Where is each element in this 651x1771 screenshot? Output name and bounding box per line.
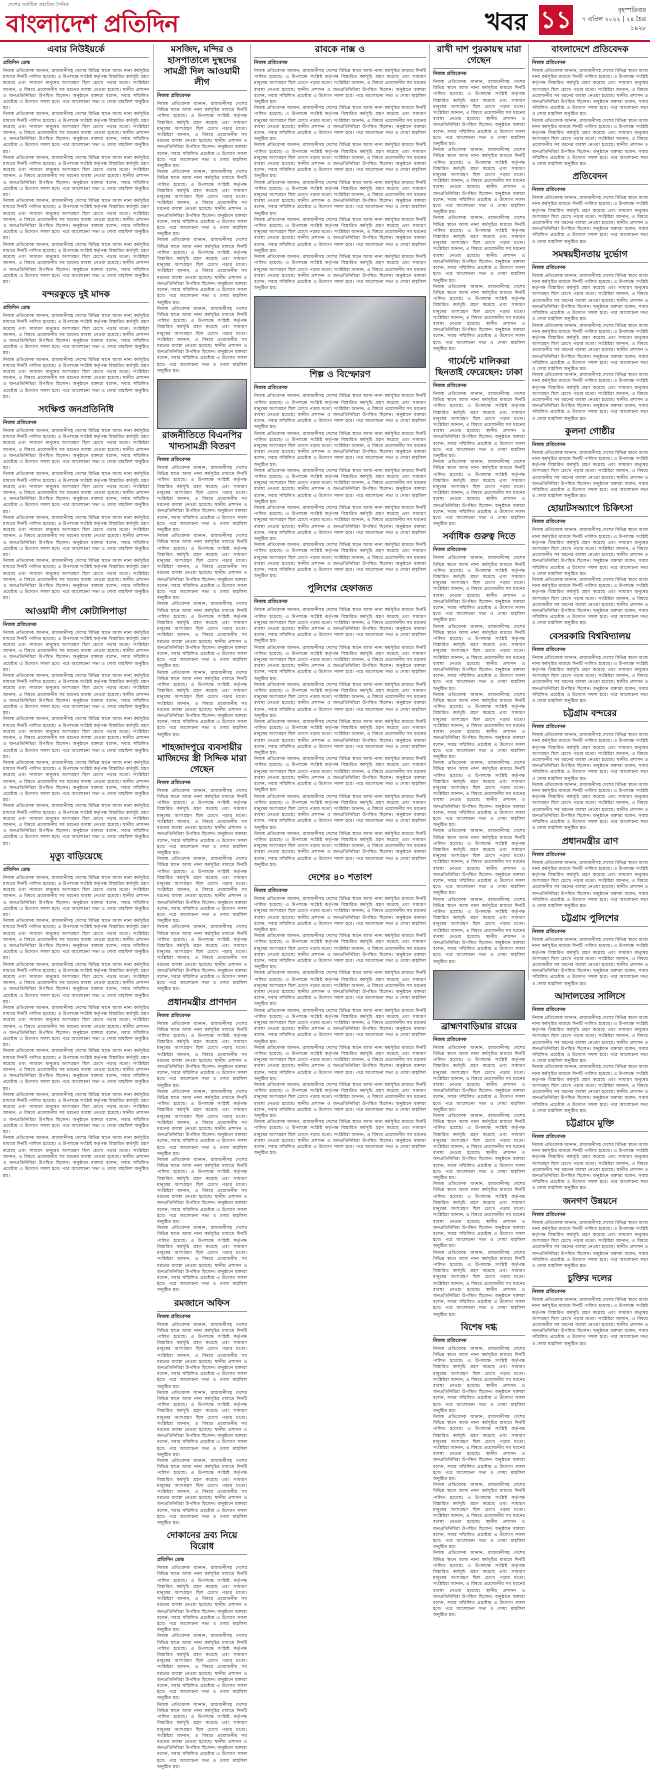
article-body: নিজস্ব প্রতিবেদক জানান, রাজধানীসহ দেশের বিভিন্ন স্থানে আজ নানা কর্মসূচির মাধ্যমে দিনটি পালিত হয়েছে। এ উপলক্ষে সংশ্লিষ্ট কর্তৃপক্ষ বিস্তারিত কর্মসূচি গ্রহণ করেছে এবং সাধারণ মানুষের অংশগ্রহণ ছিল চোখে পড়ার মতো। সংশ্লিষ্টরা জানান, এ বিষয়ে প্রয়োজনীয় সব ধরনের ব্যবস্থা নেওয়া হয়েছে। স্থানীয় প্রশাসন ও জনপ্রতিনিধিরা উপস্থিত ছিলেন। অনুষ্ঠানে বক্তারা বলেন, সবার সম্মিলিত প্রচেষ্টায় এ উদ্যোগ সফল হবে। পরে আলোচনা সভা ও দোয়া মাহফিল অনুষ্ঠিত হয়। [254,106,426,143]
article-body: নিজস্ব প্রতিবেদক জানান, রাজধানীসহ দেশের বিভিন্ন স্থানে আজ নানা কর্মসূচির মাধ্যমে দিনটি পালিত হয়েছে। এ উপলক্ষে সংশ্লিষ্ট কর্তৃপক্ষ বিস্তারিত কর্মসূচি গ্রহণ করেছে এবং সাধারণ মানুষের অংশগ্রহণ ছিল চোখে পড়ার মতো। সংশ্লিষ্টরা জানান, এ বিষয়ে প্রয়োজনীয় সব ধরনের ব্যবস্থা নেওয়া হয়েছে। স্থানীয় প্রশাসন ও জনপ্রতিনিধিরা উপস্থিত ছিলেন। অনুষ্ঠানে বক্তারা বলেন, সবার সম্মিলিত প্রচেষ্টায় এ উদ্যোগ সফল হবে। পরে আলোচনা সভা ও দোয়া মাহফিল অনুষ্ঠিত হয়। [157,1702,247,1770]
masthead-bar [0,0,650,42]
article-body: নিজস্ব প্রতিবেদক জানান, রাজধানীসহ দেশের বিভিন্ন স্থানে আজ নানা কর্মসূচির মাধ্যমে দিনটি পালিত হয়েছে। এ উপলক্ষে সংশ্লিষ্ট কর্তৃপক্ষ বিস্তারিত কর্মসূচি গ্রহণ করেছে এবং সাধারণ মানুষের অংশগ্রহণ ছিল চোখে পড়ার মতো। সংশ্লিষ্টরা জানান, এ বিষয়ে প্রয়োজনীয় সব ধরনের ব্যবস্থা নেওয়া হয়েছে। স্থানীয় প্রশাসন ও জনপ্রতিনিধিরা উপস্থিত ছিলেন। অনুষ্ঠানে বক্তারা বলেন, সবার সম্মিলিত প্রচেষ্টায় এ উদ্যোগ সফল হবে। পরে আলোচনা সভা ও দোয়া মাহফিল অনুষ্ঠিত হয়। [254,934,426,971]
article-body: নিজস্ব প্রতিবেদক জানান, রাজধানীসহ দেশের বিভিন্ন স্থানে আজ নানা কর্মসূচির মাধ্যমে দিনটি পালিত হয়েছে। এ উপলক্ষে সংশ্লিষ্ট কর্তৃপক্ষ বিস্তারিত কর্মসূচি গ্রহণ করেছে এবং সাধারণ মানুষের অংশগ্রহণ ছিল চোখে পড়ার মতো। সংশ্লিষ্টরা জানান, এ বিষয়ে প্রয়োজনীয় সব ধরনের ব্যবস্থা নেওয়া হয়েছে। স্থানীয় প্রশাসন ও জনপ্রতিনিধিরা উপস্থিত ছিলেন। অনুষ্ঠানে বক্তারা বলেন, সবার সম্মিলিত প্রচেষ্টায় এ উদ্যোগ সফল হবে। পরে আলোচনা সভা ও দোয়া মাহফিল অনুষ্ঠিত হয়। [3,428,149,472]
news-article [532,837,648,911]
news-article [433,532,525,965]
article-body: নিজস্ব প্রতিবেদক জানান, রাজধানীসহ দেশের বিভিন্ন স্থানে আজ নানা কর্মসূচির মাধ্যমে দিনটি পালিত হয়েছে। এ উপলক্ষে সংশ্লিষ্ট কর্তৃপক্ষ বিস্তারিত কর্মসূচি গ্রহণ করেছে এবং সাধারণ মানুষের অংশগ্রহণ ছিল চোখে পড়ার মতো। সংশ্লিষ্টরা জানান, এ বিষয়ে প্রয়োজনীয় সব ধরনের ব্যবস্থা নেওয়া হয়েছে। স্থানীয় প্রশাসন ও জনপ্রতিনিধিরা উপস্থিত ছিলেন। অনুষ্ঠানে বক্তারা বলেন, সবার সম্মিলিত প্রচেষ্টায় এ উদ্যোগ সফল হবে। পরে আলোচনা সভা ও দোয়া মাহফিল অনুষ্ঠিত হয়। [157,670,247,738]
article-body: নিজস্ব প্রতিবেদক জানান, রাজধানীসহ দেশের বিভিন্ন স্থানে আজ নানা কর্মসূচির মাধ্যমে দিনটি পালিত হয়েছে। এ উপলক্ষে সংশ্লিষ্ট কর্তৃপক্ষ বিস্তারিত কর্মসূচি গ্রহণ করেছে এবং সাধারণ মানুষের অংশগ্রহণ ছিল চোখে পড়ার মতো। সংশ্লিষ্টরা জানান, এ বিষয়ে প্রয়োজনীয় সব ধরনের ব্যবস্থা নেওয়া হয়েছে। স্থানীয় প্রশাসন ও জনপ্রতিনিধিরা উপস্থিত ছিলেন। অনুষ্ঠানে বক্তারা বলেন, সবার সম্মিলিত প্রচেষ্টায় এ উদ্যোগ সফল হবে। পরে আলোচনা সভা ও দোয়া মাহফিল অনুষ্ঠিত হয়। [3,1092,149,1136]
news-article [532,250,648,423]
article-body: নিজস্ব প্রতিবেদক জানান, রাজধানীসহ দেশের বিভিন্ন স্থানে আজ নানা কর্মসূচির মাধ্যমে দিনটি পালিত হয়েছে। এ উপলক্ষে সংশ্লিষ্ট কর্তৃপক্ষ বিস্তারিত কর্মসূচি গ্রহণ করেছে এবং সাধারণ মানুষের অংশগ্রহণ ছিল চোখে পড়ার মতো। সংশ্লিষ্টরা জানান, এ বিষয়ে প্রয়োজনীয় সব ধরনের ব্যবস্থা নেওয়া হয়েছে। স্থানীয় প্রশাসন ও জনপ্রতিনিধিরা উপস্থিত ছিলেন। অনুষ্ঠানে বক্তারা বলেন, সবার সম্মিলিত প্রচেষ্টায় এ উদ্যোগ সফল হবে। পরে আলোচনা সভা ও দোয়া মাহফিল অনুষ্ঠিত হয়। [157,602,247,670]
article-byline: নিজস্ব প্রতিবেদক [532,441,566,448]
article-body: নিজস্ব প্রতিবেদক জানান, রাজধানীসহ দেশের বিভিন্ন স্থানে আজ নানা কর্মসূচির মাধ্যমে দিনটি পালিত হয়েছে। এ উপলক্ষে সংশ্লিষ্ট কর্তৃপক্ষ বিস্তারিত কর্মসূচি গ্রহণ করেছে এবং সাধারণ মানুষের অংশগ্রহণ ছিল চোখে পড়ার মতো। সংশ্লিষ্টরা জানান, এ বিষয়ে প্রয়োজনীয় সব ধরনের ব্যবস্থা নেওয়া হয়েছে। স্থানীয় প্রশাসন ও জনপ্রতিনিধিরা উপস্থিত ছিলেন। অনুষ্ঠানে বক্তারা বলেন, সবার সম্মিলিত প্রচেষ্টায় এ উদ্যোগ সফল হবে। পরে আলোচনা সভা ও দোয়া মাহফিল অনুষ্ঠিত হয়। [254,896,426,933]
article-body: নিজস্ব প্রতিবেদক জানান, রাজধানীসহ দেশের বিভিন্ন স্থানে আজ নানা কর্মসূচির মাধ্যমে দিনটি পালিত হয়েছে। এ উপলক্ষে সংশ্লিষ্ট কর্তৃপক্ষ বিস্তারিত কর্মসূচি গ্রহণ করেছে এবং সাধারণ মানুষের অংশগ্রহণ ছিল চোখে পড়ার মতো। সংশ্লিষ্টরা জানান, এ বিষয়ে প্রয়োজনীয় সব ধরনের ব্যবস্থা নেওয়া হয়েছে। স্থানীয় প্রশাসন ও জনপ্রতিনিধিরা উপস্থিত ছিলেন। অনুষ্ঠানে বক্তারা বলেন, সবার সম্মিলিত প্রচেষ্টায় এ উদ্যোগ সফল হবে। পরে আলোচনা সভা ও দোয়া মাহফিল অনুষ্ঠিত হয়। [157,1089,247,1157]
article-byline: নিজস্ব প্রতিবেদক [532,646,566,653]
article-body: নিজস্ব প্রতিবেদক জানান, রাজধানীসহ দেশের বিভিন্ন স্থানে আজ নানা কর্মসূচির মাধ্যমে দিনটি পালিত হয়েছে। এ উপলক্ষে সংশ্লিষ্ট কর্তৃপক্ষ বিস্তারিত কর্মসূচি গ্রহণ করেছে এবং সাধারণ মানুষের অংশগ্রহণ ছিল চোখে পড়ার মতো। সংশ্লিষ্টরা জানান, এ বিষয়ে প্রয়োজনীয় সব ধরনের ব্যবস্থা নেওয়া হয়েছে। স্থানীয় প্রশাসন ও জনপ্রতিনিধিরা উপস্থিত ছিলেন। অনুষ্ঠানে বক্তারা বলেন, সবার সম্মিলিত প্রচেষ্টায় এ উদ্যোগ সফল হবে। পরে আলোচনা সভা ও দোয়া মাহফিল অনুষ্ঠিত হয়। [157,534,247,602]
article-body: নিজস্ব প্রতিবেদক জানান, রাজধানীসহ দেশের বিভিন্ন স্থানে আজ নানা কর্মসূচির মাধ্যমে দিনটি পালিত হয়েছে। এ উপলক্ষে সংশ্লিষ্ট কর্তৃপক্ষ বিস্তারিত কর্মসূচি গ্রহণ করেছে এবং সাধারণ মানুষের অংশগ্রহণ ছিল চোখে পড়ার মতো। সংশ্লিষ্টরা জানান, এ বিষয়ে প্রয়োজনীয় সব ধরনের ব্যবস্থা নেওয়া হয়েছে। স্থানীয় প্রশাসন ও জনপ্রতিনিধিরা উপস্থিত ছিলেন। অনুষ্ঠানে বক্তারা বলেন, সবার সম্মিলিত প্রচেষ্টায় এ উদ্যোগ সফল হবে। পরে আলোচনা সভা ও দোয়া মাহফিল অনুষ্ঠিত হয়। [532,733,648,782]
article-byline: নিজস্ব প্রতিবেদক [157,93,191,99]
news-article [433,45,525,353]
article-body: নিজস্ব প্রতিবেদক জানান, রাজধানীসহ দেশের বিভিন্ন স্থানে আজ নানা কর্মসূচির মাধ্যমে দিনটি পালিত হয়েছে। এ উপলক্ষে সংশ্লিষ্ট কর্তৃপক্ষ বিস্তারিত কর্মসূচি গ্রহণ করেছে এবং সাধারণ মানুষের অংশগ্রহণ ছিল চোখে পড়ার মতো। সংশ্লিষ্টরা জানান, এ বিষয়ে প্রয়োজনীয় সব ধরনের ব্যবস্থা নেওয়া হয়েছে। স্থানীয় প্রশাসন ও জনপ্রতিনিধিরা উপস্থিত ছিলেন। অনুষ্ঠানে বক্তারা বলেন, সবার সম্মিলিত প্রচেষ্টায় এ উদ্যোগ সফল হবে। পরে আলোচনা সভা ও দোয়া মাহফিল অনুষ্ঠিত হয়। [532,655,648,705]
issue-date [580,6,646,33]
article-headline: চট্টগ্রাম পুলিশের [532,914,648,927]
article-headline: প্রধানমন্ত্রীর ত্রাণ [532,837,648,850]
article-byline: নিজস্ব প্রতিবেদক [157,1313,191,1320]
news-article [3,290,149,401]
article-headline: আওয়ামী লীগ কোটালিপাড়া [3,607,149,620]
article-byline: নিজস্ব প্রতিবেদক [532,519,566,526]
article-byline: নিজস্ব প্রতিবেদক [254,599,288,606]
article-body: নিজস্ব প্রতিবেদক জানান, রাজধানীসহ দেশের বিভিন্ন স্থানে আজ নানা কর্মসূচির মাধ্যমে দিনটি পালিত হয়েছে। এ উপলক্ষে সংশ্লিষ্ট কর্তৃপক্ষ বিস্তারিত কর্মসূচি গ্রহণ করেছে এবং সাধারণ মানুষের অংশগ্রহণ ছিল চোখে পড়ার মতো। সংশ্লিষ্টরা জানান, এ বিষয়ে প্রয়োজনীয় সব ধরনের ব্যবস্থা নেওয়া হয়েছে। স্থানীয় প্রশাসন ও জনপ্রতিনিধিরা উপস্থিত ছিলেন। অনুষ্ঠানে বক্তারা বলেন, সবার সম্মিলিত প্রচেষ্টায় এ উদ্যোগ সফল হবে। পরে আলোচনা সভা ও দোয়া মাহফিল অনুষ্ঠিত হয়। [532,938,648,987]
article-byline: নিজস্ব প্রতিবেদক [532,1211,566,1218]
article-byline: নিজস্ব প্রতিবেদক [532,1006,566,1013]
article-body: নিজস্ব প্রতিবেদক জানান, রাজধানীসহ দেশের বিভিন্ন স্থানে আজ নানা কর্মসূচির মাধ্যমে দিনটি পালিত হয়েছে। এ উপলক্ষে সংশ্লিষ্ট কর্তৃপক্ষ বিস্তারিত কর্মসূচি গ্রহণ করেছে এবং সাধারণ মানুষের অংশগ্রহণ ছিল চোখে পড়ার মতো। সংশ্লিষ্টরা জানান, এ বিষয়ে প্রয়োজনীয় সব ধরনের ব্যবস্থা নেওয়া হয়েছে। স্থানীয় প্রশাসন ও জনপ্রতিনিধিরা উপস্থিত ছিলেন। অনুষ্ঠানে বক্তারা বলেন, সবার সম্মিলিত প্রচেষ্টায় এ উদ্যোগ সফল হবে। পরে আলোচনা সভা ও দোয়া মাহফিল অনুষ্ঠিত হয়। [532,1298,648,1347]
article-byline: নিজস্ব প্রতিবেদক [532,851,566,858]
article-body: নিজস্ব প্রতিবেদক জানান, রাজধানীসহ দেশের বিভিন্ন স্থানে আজ নানা কর্মসূচির মাধ্যমে দিনটি পালিত হয়েছে। এ উপলক্ষে সংশ্লিষ্ট কর্তৃপক্ষ বিস্তারিত কর্মসূচি গ্রহণ করেছে এবং সাধারণ মানুষের অংশগ্রহণ ছিল চোখে পড়ার মতো। সংশ্লিষ্টরা জানান, এ বিষয়ে প্রয়োজনীয় সব ধরনের ব্যবস্থা নেওয়া হয়েছে। স্থানীয় প্রশাসন ও জনপ্রতিনিধিরা উপস্থিত ছিলেন। অনুষ্ঠানে বক্তারা বলেন, সবার সম্মিলিত প্রচেষ্টায় এ উদ্যোগ সফল হবে। পরে আলোচনা সভা ও দোয়া মাহফিল অনুষ্ঠিত হয়। [433,1182,525,1250]
article-headline: এবার নিউইয়র্কে [3,45,149,58]
column-5 [528,44,651,1347]
news-article [157,1531,247,1771]
article-body: নিজস্ব প্রতিবেদক জানান, রাজধানীসহ দেশের বিভিন্ন স্থানে আজ নানা কর্মসূচির মাধ্যমে দিনটি পালিত হয়েছে। এ উপলক্ষে সংশ্লিষ্ট কর্তৃপক্ষ বিস্তারিত কর্মসূচি গ্রহণ করেছে এবং সাধারণ মানুষের অংশগ্রহণ ছিল চোখে পড়ার মতো। সংশ্লিষ্টরা জানান, এ বিষয়ে প্রয়োজনীয় সব ধরনের ব্যবস্থা নেওয়া হয়েছে। স্থানীয় প্রশাসন ও জনপ্রতিনিধিরা উপস্থিত ছিলেন। অনুষ্ঠানে বক্তারা বলেন, সবার সম্মিলিত প্রচেষ্টায় এ উদ্যোগ সফল হবে। পরে আলোচনা সভা ও দোয়া মাহফিল অনুষ্ঠিত হয়। [433,556,525,624]
article-headline: সর্বাধিক গুরুত্ব দিতে [433,532,525,545]
article-body: নিজস্ব প্রতিবেদক জানান, রাজধানীসহ দেশের বিভিন্ন স্থানে আজ নানা কর্মসূচির মাধ্যমে দিনটি পালিত হয়েছে। এ উপলক্ষে সংশ্লিষ্ট কর্তৃপক্ষ বিস্তারিত কর্মসূচি গ্রহণ করেছে এবং সাধারণ মানুষের অংশগ্রহণ ছিল চোখে পড়ার মতো। সংশ্লিষ্টরা জানান, এ বিষয়ে প্রয়োজনীয় সব ধরনের ব্যবস্থা নেওয়া হয়েছে। স্থানীয় প্রশাসন ও জনপ্রতিনিধিরা উপস্থিত ছিলেন। অনুষ্ঠানে বক্তারা বলেন, সবার সম্মিলিত প্রচেষ্টায় এ উদ্যোগ সফল হবে। পরে আলোচনা সভা ও দোয়া মাহফিল অনুষ্ঠিত হয়। [433,216,525,284]
article-body: নিজস্ব প্রতিবেদক জানান, রাজধানীসহ দেশের বিভিন্ন স্থানে আজ নানা কর্মসূচির মাধ্যমে দিনটি পালিত হয়েছে। এ উপলক্ষে সংশ্লিষ্ট কর্তৃপক্ষ বিস্তারিত কর্মসূচি গ্রহণ করেছে এবং সাধারণ মানুষের অংশগ্রহণ ছিল চোখে পড়ার মতো। সংশ্লিষ্টরা জানান, এ বিষয়ে প্রয়োজনীয় সব ধরনের ব্যবস্থা নেওয়া হয়েছে। স্থানীয় প্রশাসন ও জনপ্রতিনিধিরা উপস্থিত ছিলেন। অনুষ্ঠানে বক্তারা বলেন, সবার সম্মিলিত প্রচেষ্টায় এ উদ্যোগ সফল হবে। পরে আলোচনা সভা ও দোয়া মাহফিল অনুষ্ঠিত হয়। [157,1322,247,1390]
article-body: নিজস্ব প্রতিবেদক জানান, রাজধানীসহ দেশের বিভিন্ন স্থানে আজ নানা কর্মসূচির মাধ্যমে দিনটি পালিত হয়েছে। এ উপলক্ষে সংশ্লিষ্ট কর্তৃপক্ষ বিস্তারিত কর্মসূচি গ্রহণ করেছে এবং সাধারণ মানুষের অংশগ্রহণ ছিল চোখে পড়ার মতো। সংশ্লিষ্টরা জানান, এ বিষয়ে প্রয়োজনীয় সব ধরনের ব্যবস্থা নেওয়া হয়েছে। স্থানীয় প্রশাসন ও জনপ্রতিনিধিরা উপস্থিত ছিলেন। অনুষ্ঠানে বক্তারা বলেন, সবার সম্মিলিত প্রচেষ্টায় এ উদ্যোগ সফল হবে। পরে আলোচনা সভা ও দোয়া মাহফিল অনুষ্ঠিত হয়। [157,102,247,170]
article-body: নিজস্ব প্রতিবেদক জানান, রাজধানীসহ দেশের বিভিন্ন স্থানে আজ নানা কর্মসূচির মাধ্যমে দিনটি পালিত হয়েছে। এ উপলক্ষে সংশ্লিষ্ট কর্তৃপক্ষ বিস্তারিত কর্মসূচি গ্রহণ করেছে এবং সাধারণ মানুষের অংশগ্রহণ ছিল চোখে পড়ার মতো। সংশ্লিষ্টরা জানান, এ বিষয়ে প্রয়োজনীয় সব ধরনের ব্যবস্থা নেওয়া হয়েছে। স্থানীয় প্রশাসন ও জনপ্রতিনিধিরা উপস্থিত ছিলেন। অনুষ্ঠানে বক্তারা বলেন, সবার সম্মিলিত প্রচেষ্টায় এ উদ্যোগ সফল হবে। পরে আলোচনা সভা ও দোয়া মাহফিল অনুষ্ঠিত হয়। [157,788,247,856]
article-body: নিজস্ব প্রতিবেদক জানান, রাজধানীসহ দেশের বিভিন্ন স্থানে আজ নানা কর্মসূচির মাধ্যমে দিনটি পালিত হয়েছে। এ উপলক্ষে সংশ্লিষ্ট কর্তৃপক্ষ বিস্তারিত কর্মসূচি গ্রহণ করেছে এবং সাধারণ মানুষের অংশগ্রহণ ছিল চোখে পড়ার মতো। সংশ্লিষ্টরা জানান, এ বিষয়ে প্রয়োজনীয় সব ধরনের ব্যবস্থা নেওয়া হয়েছে। স্থানীয় প্রশাসন ও জনপ্রতিনিধিরা উপস্থিত ছিলেন। অনুষ্ঠানে বক্তারা বলেন, সবার সম্মিলিত প্রচেষ্টায় এ উদ্যোগ সফল হবে। পরে আলোচনা সভা ও দোয়া মাহফিল অনুষ্ঠিত হয়। [3,472,149,515]
article-headline: চট্টগ্রামে মুক্তি [532,1119,648,1132]
article-body: নিজস্ব প্রতিবেদক জানান, রাজধানীসহ দেশের বিভিন্ন স্থানে আজ নানা কর্মসূচির মাধ্যমে দিনটি পালিত হয়েছে। এ উপলক্ষে সংশ্লিষ্ট কর্তৃপক্ষ বিস্তারিত কর্মসূচি গ্রহণ করেছে এবং সাধারণ মানুষের অংশগ্রহণ ছিল চোখে পড়ার মতো। সংশ্লিষ্টরা জানান, এ বিষয়ে প্রয়োজনীয় সব ধরনের ব্যবস্থা নেওয়া হয়েছে। স্থানীয় প্রশাসন ও জনপ্রতিনিধিরা উপস্থিত ছিলেন। অনুষ্ঠানে বক্তারা বলেন, সবার সম্মিলিত প্রচেষ্টায় এ উদ্যোগ সফল হবে। পরে আলোচনা সভা ও দোয়া মাহফিল অনুষ্ঠিত হয়। [254,543,426,580]
news-article [532,914,648,988]
article-body: নিজস্ব প্রতিবেদক জানান, রাজধানীসহ দেশের বিভিন্ন স্থানে আজ নানা কর্মসূচির মাধ্যমে দিনটি পালিত হয়েছে। এ উপলক্ষে সংশ্লিষ্ট কর্তৃপক্ষ বিস্তারিত কর্মসূচি গ্রহণ করেছে এবং সাধারণ মানুষের অংশগ্রহণ ছিল চোখে পড়ার মতো। সংশ্লিষ্টরা জানান, এ বিষয়ে প্রয়োজনীয় সব ধরনের ব্যবস্থা নেওয়া হয়েছে। স্থানীয় প্রশাসন ও জনপ্রতিনিধিরা উপস্থিত ছিলেন। অনুষ্ঠানে বক্তারা বলেন, সবার সম্মিলিত প্রচেষ্টায় এ উদ্যোগ সফল হবে। পরে আলোচনা সভা ও দোয়া মাহফিল অনুষ্ঠিত হয়। [3,314,149,357]
news-article [157,998,247,1295]
article-body: নিজস্ব প্রতিবেদক জানান, রাজধানীসহ দেশের বিভিন্ন স্থানে আজ নানা কর্মসূচির মাধ্যমে দিনটি পালিত হয়েছে। এ উপলক্ষে সংশ্লিষ্ট কর্তৃপক্ষ বিস্তারিত কর্মসূচি গ্রহণ করেছে এবং সাধারণ মানুষের অংশগ্রহণ ছিল চোখে পড়ার মতো। সংশ্লিষ্টরা জানান, এ বিষয়ে প্রয়োজনীয় সব ধরনের ব্যবস্থা নেওয়া হয়েছে। স্থানীয় প্রশাসন ও জনপ্রতিনিধিরা উপস্থিত ছিলেন। অনুষ্ঠানে বক্তারা বলেন, সবার সম্মিলিত প্রচেষ্টায় এ উদ্যোগ সফল হবে। পরে আলোচনা সভা ও দোয়া মাহফিল অনুষ্ঠিত হয়। [157,857,247,925]
article-body: নিজস্ব প্রতিবেদক জানান, রাজধানীসহ দেশের বিভিন্ন স্থানে আজ নানা কর্মসূচির মাধ্যমে দিনটি পালিত হয়েছে। এ উপলক্ষে সংশ্লিষ্ট কর্তৃপক্ষ বিস্তারিত কর্মসূচি গ্রহণ করেছে এবং সাধারণ মানুষের অংশগ্রহণ ছিল চোখে পড়ার মতো। সংশ্লিষ্টরা জানান, এ বিষয়ে প্রয়োজনীয় সব ধরনের ব্যবস্থা নেওয়া হয়েছে। স্থানীয় প্রশাসন ও জনপ্রতিনিধিরা উপস্থিত ছিলেন। অনুষ্ঠানে বক্তারা বলেন, সবার সম্মিলিত প্রচেষ্টায় এ উদ্যোগ সফল হবে। পরে আলোচনা সভা ও দোয়া মাহফিল অনুষ্ঠিত হয়। [3,804,149,847]
news-photo [433,970,525,1020]
news-article [157,1299,247,1528]
article-body: নিজস্ব প্রতিবেদক জানান, রাজধানীসহ দেশের বিভিন্ন স্থানে আজ নানা কর্মসূচির মাধ্যমে দিনটি পালিত হয়েছে। এ উপলক্ষে সংশ্লিষ্ট কর্তৃপক্ষ বিস্তারিত কর্মসূচি গ্রহণ করেছে এবং সাধারণ মানুষের অংশগ্রহণ ছিল চোখে পড়ার মতো। সংশ্লিষ্টরা জানান, এ বিষয়ে প্রয়োজনীয় সব ধরনের ব্যবস্থা নেওয়া হয়েছে। স্থানীয় প্রশাসন ও জনপ্রতিনিধিরা উপস্থিত ছিলেন। অনুষ্ঠানে বক্তারা বলেন, সবার সম্মিলিত প্রচেষ্টায় এ উদ্যোগ সফল হবে। পরে আলোচনা সভা ও দোয়া মাহফিল অনুষ্ঠিত হয়। [3,112,149,155]
article-body: নিজস্ব প্রতিবেদক জানান, রাজধানীসহ দেশের বিভিন্ন স্থানে আজ নানা কর্মসূচির মাধ্যমে দিনটি পালিত হয়েছে। এ উপলক্ষে সংশ্লিষ্ট কর্তৃপক্ষ বিস্তারিত কর্মসূচি গ্রহণ করেছে এবং সাধারণ মানুষের অংশগ্রহণ ছিল চোখে পড়ার মতো। সংশ্লিষ্টরা জানান, এ বিষয়ে প্রয়োজনীয় সব ধরনের ব্যবস্থা নেওয়া হয়েছে। স্থানীয় প্রশাসন ও জনপ্রতিনিধিরা উপস্থিত ছিলেন। অনুষ্ঠানে বক্তারা বলেন, সবার সম্মিলিত প্রচেষ্টায় এ উদ্যোগ সফল হবে। পরে আলোচনা সভা ও দোয়া মাহফিল অনুষ্ঠিত হয়। [3,875,149,918]
article-body: নিজস্ব প্রতিবেদক জানান, রাজধানীসহ দেশের বিভিন্ন স্থানে আজ নানা কর্মসূচির মাধ্যমে দিনটি পালিত হয়েছে। এ উপলক্ষে সংশ্লিষ্ট কর্তৃপক্ষ বিস্তারিত কর্মসূচি গ্রহণ করেছে এবং সাধারণ মানুষের অংশগ্রহণ ছিল চোখে পড়ার মতো। সংশ্লিষ্টরা জানান, এ বিষয়ে প্রয়োজনীয় সব ধরনের ব্যবস্থা নেওয়া হয়েছে। স্থানীয় প্রশাসন ও জনপ্রতিনিধিরা উপস্থিত ছিলেন। অনুষ্ঠানে বক্তারা বলেন, সবার সম্মিলিত প্রচেষ্টায় এ উদ্যোগ সফল হবে। পরে আলোচনা সভা ও দোয়া মাহফিল অনুষ্ঠিত হয়। [157,1226,247,1294]
article-byline: নিজস্ব প্রতিবেদক [157,1012,191,1019]
article-headline: রাবকে নাক্স ও [254,45,426,58]
article-body: নিজস্ব প্রতিবেদক জানান, রাজধানীসহ দেশের বিভিন্ন স্থানে আজ নানা কর্মসূচির মাধ্যমে দিনটি পালিত হয়েছে। এ উপলক্ষে সংশ্লিষ্ট কর্তৃপক্ষ বিস্তারিত কর্মসূচি গ্রহণ করেছে এবং সাধারণ মানুষের অংশগ্রহণ ছিল চোখে পড়ার মতো। সংশ্লিষ্টরা জানান, এ বিষয়ে প্রয়োজনীয় সব ধরনের ব্যবস্থা নেওয়া হয়েছে। স্থানীয় প্রশাসন ও জনপ্রতিনিধিরা উপস্থিত ছিলেন। অনুষ্ঠানে বক্তারা বলেন, সবার সম্মিলিত প্রচেষ্টায় এ উদ্যোগ সফল হবে। পরে আলোচনা সভা ও দোয়া মাহফিল অনুষ্ঠিত হয়। [157,1021,247,1089]
article-byline: নিজস্ব প্রতিবেদক [532,1289,566,1296]
article-body: নিজস্ব প্রতিবেদক জানান, রাজধানীসহ দেশের বিভিন্ন স্থানে আজ নানা কর্মসূচির মাধ্যমে দিনটি পালিত হয়েছে। এ উপলক্ষে সংশ্লিষ্ট কর্তৃপক্ষ বিস্তারিত কর্মসূচি গ্রহণ করেছে এবং সাধারণ মানুষের অংশগ্রহণ ছিল চোখে পড়ার মতো। সংশ্লিষ্টরা জানান, এ বিষয়ে প্রয়োজনীয় সব ধরনের ব্যবস্থা নেওয়া হয়েছে। স্থানীয় প্রশাসন ও জনপ্রতিনিধিরা উপস্থিত ছিলেন। অনুষ্ঠানে বক্তারা বলেন, সবার সম্মিলিত প্রচেষ্টায় এ উদ্যোগ সফল হবে। পরে আলোচনা সভা ও দোয়া মাহফিল অনুষ্ঠিত হয়। [532,323,648,372]
article-headline: সমন্বয়হীনতায় দুর্ভোগ [532,250,648,263]
article-body: নিজস্ব প্রতিবেদক জানান, রাজধানীসহ দেশের বিভিন্ন স্থানে আজ নানা কর্মসূচির মাধ্যমে দিনটি পালিত হয়েছে। এ উপলক্ষে সংশ্লিষ্ট কর্তৃপক্ষ বিস্তারিত কর্মসূচি গ্রহণ করেছে এবং সাধারণ মানুষের অংশগ্রহণ ছিল চোখে পড়ার মতো। সংশ্লিষ্টরা জানান, এ বিষয়ে প্রয়োজনীয় সব ধরনের ব্যবস্থা নেওয়া হয়েছে। স্থানীয় প্রশাসন ও জনপ্রতিনিধিরা উপস্থিত ছিলেন। অনুষ্ঠানে বক্তারা বলেন, সবার সম্মিলিত প্রচেষ্টায় এ উদ্যোগ সফল হবে। পরে আলোচনা সভা ও দোয়া মাহফিল অনুষ্ঠিত হয়। [254,217,426,254]
article-body: নিজস্ব প্রতিবেদক জানান, রাজধানীসহ দেশের বিভিন্ন স্থানে আজ নানা কর্মসূচির মাধ্যমে দিনটি পালিত হয়েছে। এ উপলক্ষে সংশ্লিষ্ট কর্তৃপক্ষ বিস্তারিত কর্মসূচি গ্রহণ করেছে এবং সাধারণ মানুষের অংশগ্রহণ ছিল চোখে পড়ার মতো। সংশ্লিষ্টরা জানান, এ বিষয়ে প্রয়োজনীয় সব ধরনের ব্যবস্থা নেওয়া হয়েছে। স্থানীয় প্রশাসন ও জনপ্রতিনিধিরা উপস্থিত ছিলেন। অনুষ্ঠানে বক্তারা বলেন, সবার সম্মিলিত প্রচেষ্টায় এ উদ্যোগ সফল হবে। পরে আলোচনা সভা ও দোয়া মাহফিল অনুষ্ঠিত হয়। [433,1483,525,1551]
article-byline: প্রতিদিন ডেস্ক [157,1557,185,1564]
article-body: নিজস্ব প্রতিবেদক জানান, রাজধানীসহ দেশের বিভিন্ন স্থানে আজ নানা কর্মসূচির মাধ্যমে দিনটি পালিত হয়েছে। এ উপলক্ষে সংশ্লিষ্ট কর্তৃপক্ষ বিস্তারিত কর্মসূচি গ্রহণ করেছে এবং সাধারণ মানুষের অংশগ্রহণ ছিল চোখে পড়ার মতো। সংশ্লিষ্টরা জানান, এ বিষয়ে প্রয়োজনীয় সব ধরনের ব্যবস্থা নেওয়া হয়েছে। স্থানীয় প্রশাসন ও জনপ্রতিনিধিরা উপস্থিত ছিলেন। অনুষ্ঠানে বক্তারা বলেন, সবার সম্মিলিত প্রচেষ্টায় এ উদ্যোগ সফল হবে। পরে আলোচনা সভা ও দোয়া মাহফিল অনুষ্ঠিত হয়। [532,782,648,832]
article-body: নিজস্ব প্রতিবেদক জানান, রাজধানীসহ দেশের বিভিন্ন স্থানে আজ নানা কর্মসূচির মাধ্যমে দিনটি পালিত হয়েছে। এ উপলক্ষে সংশ্লিষ্ট কর্তৃপক্ষ বিস্তারিত কর্মসূচি গ্রহণ করেছে এবং সাধারণ মানুষের অংশগ্রহণ ছিল চোখে পড়ার মতো। সংশ্লিষ্টরা জানান, এ বিষয়ে প্রয়োজনীয় সব ধরনের ব্যবস্থা নেওয়া হয়েছে। স্থানীয় প্রশাসন ও জনপ্রতিনিধিরা উপস্থিত ছিলেন। অনুষ্ঠানে বক্তারা বলেন, সবার সম্মিলিত প্রচেষ্টায় এ উদ্যোগ সফল হবে। পরে আলোচনা সভা ও দোয়া মাহফিল অনুষ্ঠিত হয়। [157,1634,247,1702]
article-body: নিজস্ব প্রতিবেদক জানান, রাজধানীসহ দেশের বিভিন্ন স্থানে আজ নানা কর্মসূচির মাধ্যমে দিনটি পালিত হয়েছে। এ উপলক্ষে সংশ্লিষ্ট কর্তৃপক্ষ বিস্তারিত কর্মসূচি গ্রহণ করেছে এবং সাধারণ মানুষের অংশগ্রহণ ছিল চোখে পড়ার মতো। সংশ্লিষ্টরা জানান, এ বিষয়ে প্রয়োজনীয় সব ধরনের ব্যবস্থা নেওয়া হয়েছে। স্থানীয় প্রশাসন ও জনপ্রতিনিধিরা উপস্থিত ছিলেন। অনুষ্ঠানে বক্তারা বলেন, সবার সম্মিলিত প্রচেষ্টায় এ উদ্যোগ সফল হবে। পরে আলোচনা সভা ও দোয়া মাহফিল অনুষ্ঠিত হয়। [433,1414,525,1483]
article-headline: শাহজাদপুরে ব্যবসায়ীর মাজিদের স্ত্রী সিদ্দিক মারা গেছেন [157,743,247,778]
article-body: নিজস্ব প্রতিবেদক জানান, রাজধানীসহ দেশের বিভিন্ন স্থানে আজ নানা কর্মসূচির মাধ্যমে দিনটি পালিত হয়েছে। এ উপলক্ষে সংশ্লিষ্ট কর্তৃপক্ষ বিস্তারিত কর্মসূচি গ্রহণ করেছে এবং সাধারণ মানুষের অংশগ্রহণ ছিল চোখে পড়ার মতো। সংশ্লিষ্টরা জানান, এ বিষয়ে প্রয়োজনীয় সব ধরনের ব্যবস্থা নেওয়া হয়েছে। স্থানীয় প্রশাসন ও জনপ্রতিনিধিরা উপস্থিত ছিলেন। অনুষ্ঠানে বক্তারা বলেন, সবার সম্মিলিত প্রচেষ্টায় এ উদ্যোগ সফল হবে। পরে আলোচনা সভা ও দোয়া মাহফিল অনুষ্ঠিত হয়। [433,761,525,829]
article-body: নিজস্ব প্রতিবেদক জানান, রাজধানীসহ দেশের বিভিন্ন স্থানে আজ নানা কর্মসূচির মাধ্যমে দিনটি পালিত হয়েছে। এ উপলক্ষে সংশ্লিষ্ট কর্তৃপক্ষ বিস্তারিত কর্মসূচি গ্রহণ করেছে এবং সাধারণ মানুষের অংশগ্রহণ ছিল চোখে পড়ার মতো। সংশ্লিষ্টরা জানান, এ বিষয়ে প্রয়োজনীয় সব ধরনের ব্যবস্থা নেওয়া হয়েছে। স্থানীয় প্রশাসন ও জনপ্রতিনিধিরা উপস্থিত ছিলেন। অনুষ্ঠানে বক্তারা বলেন, সবার সম্মিলিত প্রচেষ্টায় এ উদ্যোগ সফল হবে। পরে আলোচনা সভা ও দোয়া মাহফিল অনুষ্ঠিত হয়। [532,1143,648,1192]
news-article [532,1274,648,1348]
column-2 [153,44,250,1770]
article-body: নিজস্ব প্রতিবেদক জানান, রাজধানীসহ দেশের বিভিন্ন স্থানে আজ নানা কর্মসূচির মাধ্যমে দিনটি পালিত হয়েছে। এ উপলক্ষে সংশ্লিষ্ট কর্তৃপক্ষ বিস্তারিত কর্মসূচি গ্রহণ করেছে এবং সাধারণ মানুষের অংশগ্রহণ ছিল চোখে পড়ার মতো। সংশ্লিষ্টরা জানান, এ বিষয়ে প্রয়োজনীয় সব ধরনের ব্যবস্থা নেওয়া হয়েছে। স্থানীয় প্রশাসন ও জনপ্রতিনিধিরা উপস্থিত ছিলেন। অনুষ্ঠানে বক্তারা বলেন, সবার সম্মিলিত প্রচেষ্টায় এ উদ্যোগ সফল হবে। পরে আলোচনা সভা ও দোয়া মাহফিল অনুষ্ঠিত হয়। [254,682,426,719]
article-body: নিজস্ব প্রতিবেদক জানান, রাজধানীসহ দেশের বিভিন্ন স্থানে আজ নানা কর্মসূচির মাধ্যমে দিনটি পালিত হয়েছে। এ উপলক্ষে সংশ্লিষ্ট কর্তৃপক্ষ বিস্তারিত কর্মসূচি গ্রহণ করেছে এবং সাধারণ মানুষের অংশগ্রহণ ছিল চোখে পড়ার মতো। সংশ্লিষ্টরা জানান, এ বিষয়ে প্রয়োজনীয় সব ধরনের ব্যবস্থা নেওয়া হয়েছে। স্থানীয় প্রশাসন ও জনপ্রতিনিধিরা উপস্থিত ছিলেন। অনুষ্ঠানে বক্তারা বলেন, সবার সম্মিলিত প্রচেষ্টায় এ উদ্যোগ সফল হবে। পরে আলোচনা সভা ও দোয়া মাহফিল অনুষ্ঠিত হয়। [532,118,648,168]
article-headline: দোকানের দ্রব্য নিয়ে বিরোধ [157,1531,247,1555]
news-article [433,1323,525,1620]
article-body: নিজস্ব প্রতিবেদক জানান, রাজধানীসহ দেশের বিভিন্ন স্থানে আজ নানা কর্মসূচির মাধ্যমে দিনটি পালিত হয়েছে। এ উপলক্ষে সংশ্লিষ্ট কর্তৃপক্ষ বিস্তারিত কর্মসূচি গ্রহণ করেছে এবং সাধারণ মানুষের অংশগ্রহণ ছিল চোখে পড়ার মতো। সংশ্লিষ্টরা জানান, এ বিষয়ে প্রয়োজনীয় সব ধরনের ব্যবস্থা নেওয়া হয়েছে। স্থানীয় প্রশাসন ও জনপ্রতিনিধিরা উপস্থিত ছিলেন। অনুষ্ঠানে বক্তারা বলেন, সবার সম্মিলিত প্রচেষ্টায় এ উদ্যোগ সফল হবে। পরে আলোচনা সভা ও দোয়া মাহফিল অনুষ্ঠিত হয়। [3,199,149,242]
article-headline: শিল্প ও বিস্ফোরণ [254,370,426,383]
article-body: নিজস্ব প্রতিবেদক জানান, রাজধানীসহ দেশের বিভিন্ন স্থানে আজ নানা কর্মসূচির মাধ্যমে দিনটি পালিত হয়েছে। এ উপলক্ষে সংশ্লিষ্ট কর্তৃপক্ষ বিস্তারিত কর্মসূচি গ্রহণ করেছে এবং সাধারণ মানুষের অংশগ্রহণ ছিল চোখে পড়ার মতো। সংশ্লিষ্টরা জানান, এ বিষয়ে প্রয়োজনীয় সব ধরনের ব্যবস্থা নেওয়া হয়েছে। স্থানীয় প্রশাসন ও জনপ্রতিনিধিরা উপস্থিত ছিলেন। অনুষ্ঠানে বক্তারা বলেন, সবার সম্মিলিত প্রচেষ্টায় এ উদ্যোগ সফল হবে। পরে আলোচনা সভা ও দোয়া মাহফিল অনুষ্ঠিত হয়। [254,180,426,217]
column-4 [429,44,528,1619]
article-body: নিজস্ব প্রতিবেদক জানান, রাজধানীসহ দেশের বিভিন্ন স্থানে আজ নানা কর্মসূচির মাধ্যমে দিনটি পালিত হয়েছে। এ উপলক্ষে সংশ্লিষ্ট কর্তৃপক্ষ বিস্তারিত কর্মসূচি গ্রহণ করেছে এবং সাধারণ মানুষের অংশগ্রহণ ছিল চোখে পড়ার মতো। সংশ্লিষ্টরা জানান, এ বিষয়ে প্রয়োজনীয় সব ধরনের ব্যবস্থা নেওয়া হয়েছে। স্থানীয় প্রশাসন ও জনপ্রতিনিধিরা উপস্থিত ছিলেন। অনুষ্ঠানে বক্তারা বলেন, সবার সম্মিলিত প্রচেষ্টায় এ উদ্যোগ সফল হবে। পরে আলোচনা সভা ও দোয়া মাহফিল অনুষ্ঠিত হয়। [254,971,426,1008]
article-byline: নিজস্ব প্রতিবেদক [532,60,566,66]
article-body: নিজস্ব প্রতিবেদক জানান, রাজধানীসহ দেশের বিভিন্ন স্থানে আজ নানা কর্মসূচির মাধ্যমে দিনটি পালিত হয়েছে। এ উপলক্ষে সংশ্লিষ্ট কর্তৃপক্ষ বিস্তারিত কর্মসূচি গ্রহণ করেছে এবং সাধারণ মানুষের অংশগ্রহণ ছিল চোখে পড়ার মতো। সংশ্লিষ্টরা জানান, এ বিষয়ে প্রয়োজনীয় সব ধরনের ব্যবস্থা নেওয়া হয়েছে। স্থানীয় প্রশাসন ও জনপ্রতিনিধিরা উপস্থিত ছিলেন। অনুষ্ঠানে বক্তারা বলেন, সবার সম্মিলিত প্রচেষ্টায় এ উদ্যোগ সফল হবে। পরে আলোচনা সভা ও দোয়া মাহফিল অনুষ্ঠিত হয়। [3,515,149,559]
article-body: নিজস্ব প্রতিবেদক জানান, রাজধানীসহ দেশের বিভিন্ন স্থানে আজ নানা কর্মসূচির মাধ্যমে দিনটি পালিত হয়েছে। এ উপলক্ষে সংশ্লিষ্ট কর্তৃপক্ষ বিস্তারিত কর্মসূচি গ্রহণ করেছে এবং সাধারণ মানুষের অংশগ্রহণ ছিল চোখে পড়ার মতো। সংশ্লিষ্টরা জানান, এ বিষয়ে প্রয়োজনীয় সব ধরনের ব্যবস্থা নেওয়া হয়েছে। স্থানীয় প্রশাসন ও জনপ্রতিনিধিরা উপস্থিত ছিলেন। অনুষ্ঠানে বক্তারা বলেন, সবার সম্মিলিত প্রচেষ্টায় এ উদ্যোগ সফল হবে। পরে আলোচনা সভা ও দোয়া মাহফিল অনুষ্ঠিত হয়। [433,897,525,965]
article-body: নিজস্ব প্রতিবেদক জানান, রাজধানীসহ দেশের বিভিন্ন স্থানে আজ নানা কর্মসূচির মাধ্যমে দিনটি পালিত হয়েছে। এ উপলক্ষে সংশ্লিষ্ট কর্তৃপক্ষ বিস্তারিত কর্মসূচি গ্রহণ করেছে এবং সাধারণ মানুষের অংশগ্রহণ ছিল চোখে পড়ার মতো। সংশ্লিষ্টরা জানান, এ বিষয়ে প্রয়োজনীয় সব ধরনের ব্যবস্থা নেওয়া হয়েছে। স্থানীয় প্রশাসন ও জনপ্রতিনিধিরা উপস্থিত ছিলেন। অনুষ্ঠানে বক্তারা বলেন, সবার সম্মিলিত প্রচেষ্টায় এ উদ্যোগ সফল হবে। পরে আলোচনা সভা ও দোয়া মাহফিল অনুষ্ঠিত হয়। [532,1065,648,1114]
article-body: নিজস্ব প্রতিবেদক জানান, রাজধানীসহ দেশের বিভিন্ন স্থানে আজ নানা কর্মসূচির মাধ্যমে দিনটি পালিত হয়েছে। এ উপলক্ষে সংশ্লিষ্ট কর্তৃপক্ষ বিস্তারিত কর্মসূচি গ্রহণ করেছে এবং সাধারণ মানুষের অংশগ্রহণ ছিল চোখে পড়ার মতো। সংশ্লিষ্টরা জানান, এ বিষয়ে প্রয়োজনীয় সব ধরনের ব্যবস্থা নেওয়া হয়েছে। স্থানীয় প্রশাসন ও জনপ্রতিনিধিরা উপস্থিত ছিলেন। অনুষ্ঠানে বক্তারা বলেন, সবার সম্মিলিত প্রচেষ্টায় এ উদ্যোগ সফল হবে। পরে আলোচনা সভা ও দোয়া মাহফিল অনুষ্ঠিত হয়। [3,357,149,400]
article-body: নিজস্ব প্রতিবেদক জানান, রাজধানীসহ দেশের বিভিন্ন স্থানে আজ নানা কর্মসূচির মাধ্যমে দিনটি পালিত হয়েছে। এ উপলক্ষে সংশ্লিষ্ট কর্তৃপক্ষ বিস্তারিত কর্মসূচি গ্রহণ করেছে এবং সাধারণ মানুষের অংশগ্রহণ ছিল চোখে পড়ার মতো। সংশ্লিষ্টরা জানান, এ বিষয়ে প্রয়োজনীয় সব ধরনের ব্যবস্থা নেওয়া হয়েছে। স্থানীয় প্রশাসন ও জনপ্রতিনিধিরা উপস্থিত ছিলেন। অনুষ্ঠানে বক্তারা বলেন, সবার সম্মিলিত প্রচেষ্টায় এ উদ্যোগ সফল হবে। পরে আলোচনা সভা ও দোয়া মাহফিল অনুষ্ঠিত হয়। [532,1220,648,1270]
article-body: নিজস্ব প্রতিবেদক জানান, রাজধানীসহ দেশের বিভিন্ন স্থানে আজ নানা কর্মসূচির মাধ্যমে দিনটি পালিত হয়েছে। এ উপলক্ষে সংশ্লিষ্ট কর্তৃপক্ষ বিস্তারিত কর্মসূচি গ্রহণ করেছে এবং সাধারণ মানুষের অংশগ্রহণ ছিল চোখে পড়ার মতো। সংশ্লিষ্টরা জানান, এ বিষয়ে প্রয়োজনীয় সব ধরনের ব্যবস্থা নেওয়া হয়েছে। স্থানীয় প্রশাসন ও জনপ্রতিনিধিরা উপস্থিত ছিলেন। অনুষ্ঠানে বক্তারা বলেন, সবার সম্মিলিত প্রচেষ্টায় এ উদ্যোগ সফল হবে। পরে আলোচনা সভা ও দোয়া মাহফিল অনুষ্ঠিত হয়। [433,829,525,897]
article-byline: নিজস্ব প্রতিবেদক [532,724,566,731]
article-body: নিজস্ব প্রতিবেদক জানান, রাজধানীসহ দেশের বিভিন্ন স্থানে আজ নানা কর্মসূচির মাধ্যমে দিনটি পালিত হয়েছে। এ উপলক্ষে সংশ্লিষ্ট কর্তৃপক্ষ বিস্তারিত কর্মসূচি গ্রহণ করেছে এবং সাধারণ মানুষের অংশগ্রহণ ছিল চোখে পড়ার মতো। সংশ্লিষ্টরা জানান, এ বিষয়ে প্রয়োজনীয় সব ধরনের ব্যবস্থা নেওয়া হয়েছে। স্থানীয় প্রশাসন ও জনপ্রতিনিধিরা উপস্থিত ছিলেন। অনুষ্ঠানে বক্তারা বলেন, সবার সম্মিলিত প্রচেষ্টায় এ উদ্যোগ সফল হবে। পরে আলোচনা সভা ও দোয়া মাহফিল অনুষ্ঠিত হয়। [433,148,525,216]
news-article [532,427,648,501]
article-body: নিজস্ব প্রতিবেদক জানান, রাজধানীসহ দেশের বিভিন্ন স্থানে আজ নানা কর্মসূচির মাধ্যমে দিনটি পালিত হয়েছে। এ উপলক্ষে সংশ্লিষ্ট কর্তৃপক্ষ বিস্তারিত কর্মসূচি গ্রহণ করেছে এবং সাধারণ মানুষের অংশগ্রহণ ছিল চোখে পড়ার মতো। সংশ্লিষ্টরা জানান, এ বিষয়ে প্রয়োজনীয় সব ধরনের ব্যবস্থা নেওয়া হয়েছে। স্থানীয় প্রশাসন ও জনপ্রতিনিধিরা উপস্থিত ছিলেন। অনুষ্ঠানে বক্তারা বলেন, সবার সম্মিলিত প্রচেষ্টায় এ উদ্যোগ সফল হবে। পরে আলোচনা সভা ও দোয়া মাহফিল অনুষ্ঠিত হয়। [157,238,247,306]
article-body: নিজস্ব প্রতিবেদক জানান, রাজধানীসহ দেশের বিভিন্ন স্থানে আজ নানা কর্মসূচির মাধ্যমে দিনটি পালিত হয়েছে। এ উপলক্ষে সংশ্লিষ্ট কর্তৃপক্ষ বিস্তারিত কর্মসূচি গ্রহণ করেছে এবং সাধারণ মানুষের অংশগ্রহণ ছিল চোখে পড়ার মতো। সংশ্লিষ্টরা জানান, এ বিষয়ে প্রয়োজনীয় সব ধরনের ব্যবস্থা নেওয়া হয়েছে। স্থানীয় প্রশাসন ও জনপ্রতিনিধিরা উপস্থিত ছিলেন। অনুষ্ঠানে বক্তারা বলেন, সবার সম্মিলিত প্রচেষ্টায় এ উদ্যোগ সফল হবে। পরে আলোচনা সভা ও দোয়া মাহফিল অনুষ্ঠিত হয়। [254,431,426,468]
article-body: নিজস্ব প্রতিবেদক জানান, রাজধানীসহ দেশের বিভিন্ন স্থানে আজ নানা কর্মসূচির মাধ্যমে দিনটি পালিত হয়েছে। এ উপলক্ষে সংশ্লিষ্ট কর্তৃপক্ষ বিস্তারিত কর্মসূচি গ্রহণ করেছে এবং সাধারণ মানুষের অংশগ্রহণ ছিল চোখে পড়ার মতো। সংশ্লিষ্টরা জানান, এ বিষয়ে প্রয়োজনীয় সব ধরনের ব্যবস্থা নেওয়া হয়েছে। স্থানীয় প্রশাসন ও জনপ্রতিনিধিরা উপস্থিত ছিলেন। অনুষ্ঠানে বক্তারা বলেন, সবার সম্মিলিত প্রচেষ্টায় এ উদ্যোগ সফল হবে। পরে আলোচনা সভা ও দোয়া মাহফিল অনুষ্ঠিত হয়। [3,674,149,717]
article-body: নিজস্ব প্রতিবেদক জানান, রাজধানীসহ দেশের বিভিন্ন স্থানে আজ নানা কর্মসূচির মাধ্যমে দিনটি পালিত হয়েছে। এ উপলক্ষে সংশ্লিষ্ট কর্তৃপক্ষ বিস্তারিত কর্মসূচি গ্রহণ করেছে এবং সাধারণ মানুষের অংশগ্রহণ ছিল চোখে পড়ার মতো। সংশ্লিষ্টরা জানান, এ বিষয়ে প্রয়োজনীয় সব ধরনের ব্যবস্থা নেওয়া হয়েছে। স্থানীয় প্রশাসন ও জনপ্রতিনিধিরা উপস্থিত ছিলেন। অনুষ্ঠানে বক্তারা বলেন, সবার সম্মিলিত প্রচেষ্টায় এ উদ্যোগ সফল হবে। পরে আলোচনা সভা ও দোয়া মাহফিল অনুষ্ঠিত হয়। [254,794,426,831]
article-headline: মৃত্যু বাড়িয়েছে [3,852,149,865]
article-headline: মসজিদ, মন্দির ও হাসপাতালে দুস্থদের সামগ্রী দিল আওয়ামী লীগ [157,45,247,91]
article-byline: নিজস্ব প্রতিবেদক [532,187,566,194]
news-article [532,504,648,627]
article-byline: নিজস্ব প্রতিবেদক [532,1134,566,1140]
news-article [3,405,149,603]
article-body: নিজস্ব প্রতিবেদক জানান, রাজধানীসহ দেশের বিভিন্ন স্থানে আজ নানা কর্মসূচির মাধ্যমে দিনটি পালিত হয়েছে। এ উপলক্ষে সংশ্লিষ্ট কর্তৃপক্ষ বিস্তারিত কর্মসূচি গ্রহণ করেছে এবং সাধারণ মানুষের অংশগ্রহণ ছিল চোখে পড়ার মতো। সংশ্লিষ্টরা জানান, এ বিষয়ে প্রয়োজনীয় সব ধরনের ব্যবস্থা নেওয়া হয়েছে। স্থানীয় প্রশাসন ও জনপ্রতিনিধিরা উপস্থিত ছিলেন। অনুষ্ঠানে বক্তারা বলেন, সবার সম্মিলিত প্রচেষ্টায় এ উদ্যোগ সফল হবে। পরে আলোচনা সভা ও দোয়া মাহফিল অনুষ্ঠিত হয়। [3,962,149,1005]
article-headline: চুক্তির দলের [532,1274,648,1287]
article-body: নিজস্ব প্রতিবেদক জানান, রাজধানীসহ দেশের বিভিন্ন স্থানে আজ নানা কর্মসূচির মাধ্যমে দিনটি পালিত হয়েছে। এ উপলক্ষে সংশ্লিষ্ট কর্তৃপক্ষ বিস্তারিত কর্মসূচি গ্রহণ করেছে এবং সাধারণ মানুষের অংশগ্রহণ ছিল চোখে পড়ার মতো। সংশ্লিষ্টরা জানান, এ বিষয়ে প্রয়োজনীয় সব ধরনের ব্যবস্থা নেওয়া হয়েছে। স্থানীয় প্রশাসন ও জনপ্রতিনিধিরা উপস্থিত ছিলেন। অনুষ্ঠানে বক্তারা বলেন, সবার সম্মিলিত প্রচেষ্টায় এ উদ্যোগ সফল হবে। পরে আলোচনা সভা ও দোয়া মাহফিল অনুষ্ঠিত হয়। [532,528,648,577]
article-body: নিজস্ব প্রতিবেদক জানান, রাজধানীসহ দেশের বিভিন্ন স্থানে আজ নানা কর্মসূচির মাধ্যমে দিনটি পালিত হয়েছে। এ উপলক্ষে সংশ্লিষ্ট কর্তৃপক্ষ বিস্তারিত কর্মসূচি গ্রহণ করেছে এবং সাধারণ মানুষের অংশগ্রহণ ছিল চোখে পড়ার মতো। সংশ্লিষ্টরা জানান, এ বিষয়ে প্রয়োজনীয় সব ধরনের ব্যবস্থা নেওয়া হয়েছে। স্থানীয় প্রশাসন ও জনপ্রতিনিধিরা উপস্থিত ছিলেন। অনুষ্ঠানে বক্তারা বলেন, সবার সম্মিলিত প্রচেষ্টায় এ উদ্যোগ সফল হবে। পরে আলোচনা সভা ও দোয়া মাহফিল অনুষ্ঠিত হয়। [254,468,426,505]
newspaper-logo: বাংলাদেশ প্রতিদিন [6,9,179,38]
article-body: নিজস্ব প্রতিবেদক জানান, রাজধানীসহ দেশের বিভিন্ন স্থানে আজ নানা কর্মসূচির মাধ্যমে দিনটি পালিত হয়েছে। এ উপলক্ষে সংশ্লিষ্ট কর্তৃপক্ষ বিস্তারিত কর্মসূচি গ্রহণ করেছে এবং সাধারণ মানুষের অংশগ্রহণ ছিল চোখে পড়ার মতো। সংশ্লিষ্টরা জানান, এ বিষয়ে প্রয়োজনীয় সব ধরনের ব্যবস্থা নেওয়া হয়েছে। স্থানীয় প্রশাসন ও জনপ্রতিনিধিরা উপস্থিত ছিলেন। অনুষ্ঠানে বক্তারা বলেন, সবার সম্মিলিত প্রচেষ্টায় এ উদ্যোগ সফল হবে। পরে আলোচনা সভা ও দোয়া মাহফিল অনুষ্ঠিত হয়। [3,760,149,804]
article-byline: প্রতিদিন ডেস্ক [3,866,31,873]
article-headline: রাখী দাশ পুরকায়স্থ মারা গেছেন [433,45,525,69]
article-body: নিজস্ব প্রতিবেদক জানান, রাজধানীসহ দেশের বিভিন্ন স্থানে আজ নানা কর্মসূচির মাধ্যমে দিনটি পালিত হয়েছে। এ উপলক্ষে সংশ্লিষ্ট কর্তৃপক্ষ বিস্তারিত কর্মসূচি গ্রহণ করেছে এবং সাধারণ মানুষের অংশগ্রহণ ছিল চোখে পড়ার মতো। সংশ্লিষ্টরা জানান, এ বিষয়ে প্রয়োজনীয় সব ধরনের ব্যবস্থা নেওয়া হয়েছে। স্থানীয় প্রশাসন ও জনপ্রতিনিধিরা উপস্থিত ছিলেন। অনুষ্ঠানে বক্তারা বলেন, সবার সম্মিলিত প্রচেষ্টায় এ উদ্যোগ সফল হবে। পরে আলোচনা সভা ও দোয়া মাহফিল অনুষ্ঠিত হয়। [254,1045,426,1082]
news-article [3,607,149,848]
article-body: নিজস্ব প্রতিবেদক জানান, রাজধানীসহ দেশের বিভিন্ন স্থানে আজ নানা কর্মসূচির মাধ্যমে দিনটি পালিত হয়েছে। এ উপলক্ষে সংশ্লিষ্ট কর্তৃপক্ষ বিস্তারিত কর্মসূচি গ্রহণ করেছে এবং সাধারণ মানুষের অংশগ্রহণ ছিল চোখে পড়ার মতো। সংশ্লিষ্টরা জানান, এ বিষয়ে প্রয়োজনীয় সব ধরনের ব্যবস্থা নেওয়া হয়েছে। স্থানীয় প্রশাসন ও জনপ্রতিনিধিরা উপস্থিত ছিলেন। অনুষ্ঠানে বক্তারা বলেন, সবার সম্মিলিত প্রচেষ্টায় এ উদ্যোগ সফল হবে। পরে আলোচনা সভা ও দোয়া মাহফিল অনুষ্ঠিত হয়। [254,608,426,645]
article-body: নিজস্ব প্রতিবেদক জানান, রাজধানীসহ দেশের বিভিন্ন স্থানে আজ নানা কর্মসূচির মাধ্যমে দিনটি পালিত হয়েছে। এ উপলক্ষে সংশ্লিষ্ট কর্তৃপক্ষ বিস্তারিত কর্মসূচি গ্রহণ করেছে এবং সাধারণ মানুষের অংশগ্রহণ ছিল চোখে পড়ার মতো। সংশ্লিষ্টরা জানান, এ বিষয়ে প্রয়োজনীয় সব ধরনের ব্যবস্থা নেওয়া হয়েছে। স্থানীয় প্রশাসন ও জনপ্রতিনিধিরা উপস্থিত ছিলেন। অনুষ্ঠানে বক্তারা বলেন, সবার সম্মিলিত প্রচেষ্টায় এ উদ্যোগ সফল হবে। পরে আলোচনা সভা ও দোয়া মাহফিল অনুষ্ঠিত হয়। [157,465,247,533]
article-headline: হোয়াটসঅ্যাপে চিকিৎসা [532,504,648,517]
article-headline: জনগণ উন্নয়নে [532,1197,648,1210]
article-byline: নিজস্ব প্রতিবেদক [254,385,288,392]
article-body: নিজস্ব প্রতিবেদক জানান, রাজধানীসহ দেশের বিভিন্ন স্থানে আজ নানা কর্মসূচির মাধ্যমে দিনটি পালিত হয়েছে। এ উপলক্ষে সংশ্লিষ্ট কর্তৃপক্ষ বিস্তারিত কর্মসূচি গ্রহণ করেছে এবং সাধারণ মানুষের অংশগ্রহণ ছিল চোখে পড়ার মতো। সংশ্লিষ্টরা জানান, এ বিষয়ে প্রয়োজনীয় সব ধরনের ব্যবস্থা নেওয়া হয়েছে। স্থানীয় প্রশাসন ও জনপ্রতিনিধিরা উপস্থিত ছিলেন। অনুষ্ঠানে বক্তারা বলেন, সবার সম্মিলিত প্রচেষ্টায় এ উদ্যোগ সফল হবে। পরে আলোচনা সভা ও দোয়া মাহফিল অনুষ্ঠিত হয়। [433,624,525,692]
article-headline: কুলনা গোষ্ঠীর [532,427,648,440]
article-body: নিজস্ব প্রতিবেদক জানান, রাজধানীসহ দেশের বিভিন্ন স্থানে আজ নানা কর্মসূচির মাধ্যমে দিনটি পালিত হয়েছে। এ উপলক্ষে সংশ্লিষ্ট কর্তৃপক্ষ বিস্তারিত কর্মসূচি গ্রহণ করেছে এবং সাধারণ মানুষের অংশগ্রহণ ছিল চোখে পড়ার মতো। সংশ্লিষ্টরা জানান, এ বিষয়ে প্রয়োজনীয় সব ধরনের ব্যবস্থা নেওয়া হয়েছে। স্থানীয় প্রশাসন ও জনপ্রতিনিধিরা উপস্থিত ছিলেন। অনুষ্ঠানে বক্তারা বলেন, সবার সম্মিলিত প্রচেষ্টায় এ উদ্যোগ সফল হবে। পরে আলোচনা সভা ও দোয়া মাহফিল অনুষ্ঠিত হয়। [254,255,426,292]
issue-day: বৃহস্পতিবার [618,7,646,14]
article-body: নিজস্ব প্রতিবেদক জানান, রাজধানীসহ দেশের বিভিন্ন স্থানে আজ নানা কর্মসূচির মাধ্যমে দিনটি পালিত হয়েছে। এ উপলক্ষে সংশ্লিষ্ট কর্তৃপক্ষ বিস্তারিত কর্মসূচি গ্রহণ করেছে এবং সাধারণ মানুষের অংশগ্রহণ ছিল চোখে পড়ার মতো। সংশ্লিষ্টরা জানান, এ বিষয়ে প্রয়োজনীয় সব ধরনের ব্যবস্থা নেওয়া হয়েছে। স্থানীয় প্রশাসন ও জনপ্রতিনিধিরা উপস্থিত ছিলেন। অনুষ্ঠানে বক্তারা বলেন, সবার সম্মিলিত প্রচেষ্টায় এ উদ্যোগ সফল হবে। পরে আলোচনা সভা ও দোয়া মাহফিল অনুষ্ঠিত হয়। [157,306,247,374]
article-body: নিজস্ব প্রতিবেদক জানান, রাজধানীসহ দেশের বিভিন্ন স্থানে আজ নানা কর্মসূচির মাধ্যমে দিনটি পালিত হয়েছে। এ উপলক্ষে সংশ্লিষ্ট কর্তৃপক্ষ বিস্তারিত কর্মসূচি গ্রহণ করেছে এবং সাধারণ মানুষের অংশগ্রহণ ছিল চোখে পড়ার মতো। সংশ্লিষ্টরা জানান, এ বিষয়ে প্রয়োজনীয় সব ধরনের ব্যবস্থা নেওয়া হয়েছে। স্থানীয় প্রশাসন ও জনপ্রতিনিধিরা উপস্থিত ছিলেন। অনুষ্ঠানে বক্তারা বলেন, সবার সম্মিলিত প্রচেষ্টায় এ উদ্যোগ সফল হবে। পরে আলোচনা সভা ও দোয়া মাহফিল অনুষ্ঠিত হয়। [433,692,525,760]
page-number: ১১ [540,6,572,34]
article-byline: নিজস্ব প্রতিবেদক [3,621,37,628]
article-body: নিজস্ব প্রতিবেদক জানান, রাজধানীসহ দেশের বিভিন্ন স্থানে আজ নানা কর্মসূচির মাধ্যমে দিনটি পালিত হয়েছে। এ উপলক্ষে সংশ্লিষ্ট কর্তৃপক্ষ বিস্তারিত কর্মসূচি গ্রহণ করেছে এবং সাধারণ মানুষের অংশগ্রহণ ছিল চোখে পড়ার মতো। সংশ্লিষ্টরা জানান, এ বিষয়ে প্রয়োজনীয় সব ধরনের ব্যবস্থা নেওয়া হয়েছে। স্থানীয় প্রশাসন ও জনপ্রতিনিধিরা উপস্থিত ছিলেন। অনুষ্ঠানে বক্তারা বলেন, সবার সম্মিলিত প্রচেষ্টায় এ উদ্যোগ সফল হবে। পরে আলোচনা সভা ও দোয়া মাহফিল অনুষ্ঠিত হয়। [254,720,426,757]
article-body: নিজস্ব প্রতিবেদক জানান, রাজধানীসহ দেশের বিভিন্ন স্থানে আজ নানা কর্মসূচির মাধ্যমে দিনটি পালিত হয়েছে। এ উপলক্ষে সংশ্লিষ্ট কর্তৃপক্ষ বিস্তারিত কর্মসূচি গ্রহণ করেছে এবং সাধারণ মানুষের অংশগ্রহণ ছিল চোখে পড়ার মতো। সংশ্লিষ্টরা জানান, এ বিষয়ে প্রয়োজনীয় সব ধরনের ব্যবস্থা নেওয়া হয়েছে। স্থানীয় প্রশাসন ও জনপ্রতিনিধিরা উপস্থিত ছিলেন। অনুষ্ঠানে বক্তারা বলেন, সবার সম্মিলিত প্রচেষ্টায় এ উদ্যোগ সফল হবে। পরে আলোচনা সভা ও দোয়া মাহফিল অনুষ্ঠিত হয়। [254,645,426,682]
article-byline: নিজস্ব প্রতিবেদক [433,1337,467,1344]
article-headline: দেশের ৪০ শতাংশ [254,873,426,886]
article-body: নিজস্ব প্রতিবেদক জানান, রাজধানীসহ দেশের বিভিন্ন স্থানে আজ নানা কর্মসূচির মাধ্যমে দিনটি পালিত হয়েছে। এ উপলক্ষে সংশ্লিষ্ট কর্তৃপক্ষ বিস্তারিত কর্মসূচি গ্রহণ করেছে এবং সাধারণ মানুষের অংশগ্রহণ ছিল চোখে পড়ার মতো। সংশ্লিষ্টরা জানান, এ বিষয়ে প্রয়োজনীয় সব ধরনের ব্যবস্থা নেওয়া হয়েছে। স্থানীয় প্রশাসন ও জনপ্রতিনিধিরা উপস্থিত ছিলেন। অনুষ্ঠানে বক্তারা বলেন, সবার সম্মিলিত প্রচেষ্টায় এ উদ্যোগ সফল হবে। পরে আলোচনা সভা ও দোয়া মাহফিল অনুষ্ঠিত হয়। [3,155,149,199]
article-body: নিজস্ব প্রতিবেদক জানান, রাজধানীসহ দেশের বিভিন্ন স্থানে আজ নানা কর্মসূচির মাধ্যমে দিনটি পালিত হয়েছে। এ উপলক্ষে সংশ্লিষ্ট কর্তৃপক্ষ বিস্তারিত কর্মসূচি গ্রহণ করেছে এবং সাধারণ মানুষের অংশগ্রহণ ছিল চোখে পড়ার মতো। সংশ্লিষ্টরা জানান, এ বিষয়ে প্রয়োজনীয় সব ধরনের ব্যবস্থা নেওয়া হয়েছে। স্থানীয় প্রশাসন ও জনপ্রতিনিধিরা উপস্থিত ছিলেন। অনুষ্ঠানে বক্তারা বলেন, সবার সম্মিলিত প্রচেষ্টায় এ উদ্যোগ সফল হবে। পরে আলোচনা সভা ও দোয়া মাহফিল অনুষ্ঠিত হয়। [532,373,648,422]
news-article [254,370,426,580]
article-body: নিজস্ব প্রতিবেদক জানান, রাজধানীসহ দেশের বিভিন্ন স্থানে আজ নানা কর্মসূচির মাধ্যমে দিনটি পালিত হয়েছে। এ উপলক্ষে সংশ্লিষ্ট কর্তৃপক্ষ বিস্তারিত কর্মসূচি গ্রহণ করেছে এবং সাধারণ মানুষের অংশগ্রহণ ছিল চোখে পড়ার মতো। সংশ্লিষ্টরা জানান, এ বিষয়ে প্রয়োজনীয় সব ধরনের ব্যবস্থা নেওয়া হয়েছে। স্থানীয় প্রশাসন ও জনপ্রতিনিধিরা উপস্থিত ছিলেন। অনুষ্ঠানে বক্তারা বলেন, সবার সম্মিলিত প্রচেষ্টায় এ উদ্যোগ সফল হবে। পরে আলোচনা সভা ও দোয়া মাহফিল অনুষ্ঠিত হয়। [433,1551,525,1619]
article-body: নিজস্ব প্রতিবেদক জানান, রাজধানীসহ দেশের বিভিন্ন স্থানে আজ নানা কর্মসূচির মাধ্যমে দিনটি পালিত হয়েছে। এ উপলক্ষে সংশ্লিষ্ট কর্তৃপক্ষ বিস্তারিত কর্মসূচি গ্রহণ করেছে এবং সাধারণ মানুষের অংশগ্রহণ ছিল চোখে পড়ার মতো। সংশ্লিষ্টরা জানান, এ বিষয়ে প্রয়োজনীয় সব ধরনের ব্যবস্থা নেওয়া হয়েছে। স্থানীয় প্রশাসন ও জনপ্রতিনিধিরা উপস্থিত ছিলেন। অনুষ্ঠানে বক্তারা বলেন, সবার সম্মিলিত প্রচেষ্টায় এ উদ্যোগ সফল হবে। পরে আলোচনা সভা ও দোয়া মাহফিল অনুষ্ঠিত হয়। [532,196,648,245]
article-byline: নিজস্ব প্রতিবেদক [3,419,37,426]
article-body: নিজস্ব প্রতিবেদক জানান, রাজধানীসহ দেশের বিভিন্ন স্থানে আজ নানা কর্মসূচির মাধ্যমে দিনটি পালিত হয়েছে। এ উপলক্ষে সংশ্লিষ্ট কর্তৃপক্ষ বিস্তারিত কর্মসূচি গ্রহণ করেছে এবং সাধারণ মানুষের অংশগ্রহণ ছিল চোখে পড়ার মতো। সংশ্লিষ্টরা জানান, এ বিষয়ে প্রয়োজনীয় সব ধরনের ব্যবস্থা নেওয়া হয়েছে। স্থানীয় প্রশাসন ও জনপ্রতিনিধিরা উপস্থিত ছিলেন। অনুষ্ঠানে বক্তারা বলেন, সবার সম্মিলিত প্রচেষ্টায় এ উদ্যোগ সফল হবে। পরে আলোচনা সভা ও দোয়া মাহফিল অনুষ্ঠিত হয়। [3,717,149,760]
article-headline: গার্মেন্টে মালিকরা ছিনতাই ফেরেছেন: ঢাকা [433,357,525,381]
article-byline: নিজস্ব প্রতিবেদক [532,264,566,271]
news-article [254,584,426,869]
article-headline: আদালতের সালিসে [532,992,648,1005]
article-body: নিজস্ব প্রতিবেদক জানান, রাজধানীসহ দেশের বিভিন্ন স্থানে আজ নানা কর্মসূচির মাধ্যমে দিনটি পালিত হয়েছে। এ উপলক্ষে সংশ্লিষ্ট কর্তৃপক্ষ বিস্তারিত কর্মসূচি গ্রহণ করেছে এবং সাধারণ মানুষের অংশগ্রহণ ছিল চোখে পড়ার মতো। সংশ্লিষ্টরা জানান, এ বিষয়ে প্রয়োজনীয় সব ধরনের ব্যবস্থা নেওয়া হয়েছে। স্থানীয় প্রশাসন ও জনপ্রতিনিধিরা উপস্থিত ছিলেন। অনুষ্ঠানে বক্তারা বলেন, সবার সম্মিলিত প্রচেষ্টায় এ উদ্যোগ সফল হবে। পরে আলোচনা সভা ও দোয়া মাহফিল অনুষ্ঠিত হয়। [254,505,426,542]
article-byline: নিজস্ব প্রতিবেদক [433,1036,467,1043]
column-3 [250,44,429,1157]
article-body: নিজস্ব প্রতিবেদক জানান, রাজধানীসহ দেশের বিভিন্ন স্থানে আজ নানা কর্মসূচির মাধ্যমে দিনটি পালিত হয়েছে। এ উপলক্ষে সংশ্লিষ্ট কর্তৃপক্ষ বিস্তারিত কর্মসূচি গ্রহণ করেছে এবং সাধারণ মানুষের অংশগ্রহণ ছিল চোখে পড়ার মতো। সংশ্লিষ্টরা জানান, এ বিষয়ে প্রয়োজনীয় সব ধরনের ব্যবস্থা নেওয়া হয়েছে। স্থানীয় প্রশাসন ও জনপ্রতিনিধিরা উপস্থিত ছিলেন। অনুষ্ঠানে বক্তারা বলেন, সবার সম্মিলিত প্রচেষ্টায় এ উদ্যোগ সফল হবে। পরে আলোচনা সভা ও দোয়া মাহফিল অনুষ্ঠিত হয়। [254,1120,426,1157]
article-body: নিজস্ব প্রতিবেদক জানান, রাজধানীসহ দেশের বিভিন্ন স্থানে আজ নানা কর্মসূচির মাধ্যমে দিনটি পালিত হয়েছে। এ উপলক্ষে সংশ্লিষ্ট কর্তৃপক্ষ বিস্তারিত কর্মসূচি গ্রহণ করেছে এবং সাধারণ মানুষের অংশগ্রহণ ছিল চোখে পড়ার মতো। সংশ্লিষ্টরা জানান, এ বিষয়ে প্রয়োজনীয় সব ধরনের ব্যবস্থা নেওয়া হয়েছে। স্থানীয় প্রশাসন ও জনপ্রতিনিধিরা উপস্থিত ছিলেন। অনুষ্ঠানে বক্তারা বলেন, সবার সম্মিলিত প্রচেষ্টায় এ উদ্যোগ সফল হবে। পরে আলোচনা সভা ও দোয়া মাহফিল অনুষ্ঠিত হয়। [254,394,426,431]
article-byline: নিজস্ব প্রতিবেদক [254,60,288,66]
news-article [532,1197,648,1271]
article-body: নিজস্ব প্রতিবেদক জানান, রাজধানীসহ দেশের বিভিন্ন স্থানে আজ নানা কর্মসূচির মাধ্যমে দিনটি পালিত হয়েছে। এ উপলক্ষে সংশ্লিষ্ট কর্তৃপক্ষ বিস্তারিত কর্মসূচি গ্রহণ করেছে এবং সাধারণ মানুষের অংশগ্রহণ ছিল চোখে পড়ার মতো। সংশ্লিষ্টরা জানান, এ বিষয়ে প্রয়োজনীয় সব ধরনের ব্যবস্থা নেওয়া হয়েছে। স্থানীয় প্রশাসন ও জনপ্রতিনিধিরা উপস্থিত ছিলেন। অনুষ্ঠানে বক্তারা বলেন, সবার সম্মিলিত প্রচেষ্টায় এ উদ্যোগ সফল হবে। পরে আলোচনা সভা ও দোয়া মাহফিল অনুষ্ঠিত হয়। [157,170,247,238]
article-body: নিজস্ব প্রতিবেদক জানান, রাজধানীসহ দেশের বিভিন্ন স্থানে আজ নানা কর্মসূচির মাধ্যমে দিনটি পালিত হয়েছে। এ উপলক্ষে সংশ্লিষ্ট কর্তৃপক্ষ বিস্তারিত কর্মসূচি গ্রহণ করেছে এবং সাধারণ মানুষের অংশগ্রহণ ছিল চোখে পড়ার মতো। সংশ্লিষ্টরা জানান, এ বিষয়ে প্রয়োজনীয় সব ধরনের ব্যবস্থা নেওয়া হয়েছে। স্থানীয় প্রশাসন ও জনপ্রতিনিধিরা উপস্থিত ছিলেন। অনুষ্ঠানে বক্তারা বলেন, সবার সম্মিলিত প্রচেষ্টায় এ উদ্যোগ সফল হবে। পরে আলোচনা সভা ও দোয়া মাহফিল অনুষ্ঠিত হয়। [254,831,426,868]
news-photo [254,296,426,368]
section-name: খবর [485,7,528,36]
article-byline: নিজস্ব প্রতিবেদক [433,547,467,554]
article-body: নিজস্ব প্রতিবেদক জানান, রাজধানীসহ দেশের বিভিন্ন স্থানে আজ নানা কর্মসূচির মাধ্যমে দিনটি পালিত হয়েছে। এ উপলক্ষে সংশ্লিষ্ট কর্তৃপক্ষ বিস্তারিত কর্মসূচি গ্রহণ করেছে এবং সাধারণ মানুষের অংশগ্রহণ ছিল চোখে পড়ার মতো। সংশ্লিষ্টরা জানান, এ বিষয়ে প্রয়োজনীয় সব ধরনের ব্যবস্থা নেওয়া হয়েছে। স্থানীয় প্রশাসন ও জনপ্রতিনিধিরা উপস্থিত ছিলেন। অনুষ্ঠানে বক্তারা বলেন, সবার সম্মিলিত প্রচেষ্টায় এ উদ্যোগ সফল হবে। পরে আলোচনা সভা ও দোয়া মাহফিল অনুষ্ঠিত হয়। [532,69,648,118]
article-body: নিজস্ব প্রতিবেদক জানান, রাজধানীসহ দেশের বিভিন্ন স্থানে আজ নানা কর্মসূচির মাধ্যমে দিনটি পালিত হয়েছে। এ উপলক্ষে সংশ্লিষ্ট কর্তৃপক্ষ বিস্তারিত কর্মসূচি গ্রহণ করেছে এবং সাধারণ মানুষের অংশগ্রহণ ছিল চোখে পড়ার মতো। সংশ্লিষ্টরা জানান, এ বিষয়ে প্রয়োজনীয় সব ধরনের ব্যবস্থা নেওয়া হয়েছে। স্থানীয় প্রশাসন ও জনপ্রতিনিধিরা উপস্থিত ছিলেন। অনুষ্ঠানে বক্তারা বলেন, সবার সম্মিলিত প্রচেষ্টায় এ উদ্যোগ সফল হবে। পরে আলোচনা সভা ও দোয়া মাহফিল অনুষ্ঠিত হয়। [433,80,525,148]
news-photo [157,379,247,429]
article-headline: প্রধানমন্ত্রীর প্রাণদান [157,998,247,1011]
article-body: নিজস্ব প্রতিবেদক জানান, রাজধানীসহ দেশের বিভিন্ন স্থানে আজ নানা কর্মসূচির মাধ্যমে দিনটি পালিত হয়েছে। এ উপলক্ষে সংশ্লিষ্ট কর্তৃপক্ষ বিস্তারিত কর্মসূচি গ্রহণ করেছে এবং সাধারণ মানুষের অংশগ্রহণ ছিল চোখে পড়ার মতো। সংশ্লিষ্টরা জানান, এ বিষয়ে প্রয়োজনীয় সব ধরনের ব্যবস্থা নেওয়া হয়েছে। স্থানীয় প্রশাসন ও জনপ্রতিনিধিরা উপস্থিত ছিলেন। অনুষ্ঠানে বক্তারা বলেন, সবার সম্মিলিত প্রচেষ্টায় এ উদ্যোগ সফল হবে। পরে আলোচনা সভা ও দোয়া মাহফিল অনুষ্ঠিত হয়। [157,1458,247,1527]
article-body: নিজস্ব প্রতিবেদক জানান, রাজধানীসহ দেশের বিভিন্ন স্থানে আজ নানা কর্মসূচির মাধ্যমে দিনটি পালিত হয়েছে। এ উপলক্ষে সংশ্লিষ্ট কর্তৃপক্ষ বিস্তারিত কর্মসূচি গ্রহণ করেছে এবং সাধারণ মানুষের অংশগ্রহণ ছিল চোখে পড়ার মতো। সংশ্লিষ্টরা জানান, এ বিষয়ে প্রয়োজনীয় সব ধরনের ব্যবস্থা নেওয়া হয়েছে। স্থানীয় প্রশাসন ও জনপ্রতিনিধিরা উপস্থিত ছিলেন। অনুষ্ঠানে বক্তারা বলেন, সবার সম্মিলিত প্রচেষ্টায় এ উদ্যোগ সফল হবে। পরে আলোচনা সভা ও দোয়া মাহফিল অনুষ্ঠিত হয়। [3,1006,149,1049]
news-article [254,45,426,292]
article-body: নিজস্ব প্রতিবেদক জানান, রাজধানীসহ দেশের বিভিন্ন স্থানে আজ নানা কর্মসূচির মাধ্যমে দিনটি পালিত হয়েছে। এ উপলক্ষে সংশ্লিষ্ট কর্তৃপক্ষ বিস্তারিত কর্মসূচি গ্রহণ করেছে এবং সাধারণ মানুষের অংশগ্রহণ ছিল চোখে পড়ার মতো। সংশ্লিষ্টরা জানান, এ বিষয়ে প্রয়োজনীয় সব ধরনের ব্যবস্থা নেওয়া হয়েছে। স্থানীয় প্রশাসন ও জনপ্রতিনিধিরা উপস্থিত ছিলেন। অনুষ্ঠানে বক্তারা বলেন, সবার সম্মিলিত প্রচেষ্টায় এ উদ্যোগ সফল হবে। পরে আলোচনা সভা ও দোয়া মাহফিল অনুষ্ঠিত হয়। [3,242,149,285]
news-article [433,357,525,528]
article-body: নিজস্ব প্রতিবেদক জানান, রাজধানীসহ দেশের বিভিন্ন স্থানে আজ নানা কর্মসূচির মাধ্যমে দিনটি পালিত হয়েছে। এ উপলক্ষে সংশ্লিষ্ট কর্তৃপক্ষ বিস্তারিত কর্মসূচি গ্রহণ করেছে এবং সাধারণ মানুষের অংশগ্রহণ ছিল চোখে পড়ার মতো। সংশ্লিষ্টরা জানান, এ বিষয়ে প্রয়োজনীয় সব ধরনের ব্যবস্থা নেওয়া হয়েছে। স্থানীয় প্রশাসন ও জনপ্রতিনিধিরা উপস্থিত ছিলেন। অনুষ্ঠানে বক্তারা বলেন, সবার সম্মিলিত প্রচেষ্টায় এ উদ্যোগ সফল হবে। পরে আলোচনা সভা ও দোয়া মাহফিল অনুষ্ঠিত হয়। [3,1049,149,1092]
issue-date-text: ৭ এপ্রিল ২০২২ | ২৪ চৈত্র ১৪২৮ [581,16,646,32]
article-body: নিজস্ব প্রতিবেদক জানান, রাজধানীসহ দেশের বিভিন্ন স্থানে আজ নানা কর্মসূচির মাধ্যমে দিনটি পালিত হয়েছে। এ উপলক্ষে সংশ্লিষ্ট কর্তৃপক্ষ বিস্তারিত কর্মসূচি গ্রহণ করেছে এবং সাধারণ মানুষের অংশগ্রহণ ছিল চোখে পড়ার মতো। সংশ্লিষ্টরা জানান, এ বিষয়ে প্রয়োজনীয় সব ধরনের ব্যবস্থা নেওয়া হয়েছে। স্থানীয় প্রশাসন ও জনপ্রতিনিধিরা উপস্থিত ছিলেন। অনুষ্ঠানে বক্তারা বলেন, সবার সম্মিলিত প্রচেষ্টায় এ উদ্যোগ সফল হবে। পরে আলোচনা সভা ও দোয়া মাহফিল অনুষ্ঠিত হয়। [532,1015,648,1065]
news-article [3,45,149,286]
article-headline: বিশেষ দগ্ধ [433,1323,525,1336]
article-byline: প্রতিদিন ডেস্ক [3,60,31,66]
article-body: নিজস্ব প্রতিবেদক জানান, রাজধানীসহ দেশের বিভিন্ন স্থানে আজ নানা কর্মসূচির মাধ্যমে দিনটি পালিত হয়েছে। এ উপলক্ষে সংশ্লিষ্ট কর্তৃপক্ষ বিস্তারিত কর্মসূচি গ্রহণ করেছে এবং সাধারণ মানুষের অংশগ্রহণ ছিল চোখে পড়ার মতো। সংশ্লিষ্টরা জানান, এ বিষয়ে প্রয়োজনীয় সব ধরনের ব্যবস্থা নেওয়া হয়েছে। স্থানীয় প্রশাসন ও জনপ্রতিনিধিরা উপস্থিত ছিলেন। অনুষ্ঠানে বক্তারা বলেন, সবার সম্মিলিত প্রচেষ্টায় এ উদ্যোগ সফল হবে। পরে আলোচনা সভা ও দোয়া মাহফিল অনুষ্ঠিত হয়। [433,1250,525,1318]
news-article [157,45,247,375]
article-body: নিজস্ব প্রতিবেদক জানান, রাজধানীসহ দেশের বিভিন্ন স্থানে আজ নানা কর্মসূচির মাধ্যমে দিনটি পালিত হয়েছে। এ উপলক্ষে সংশ্লিষ্ট কর্তৃপক্ষ বিস্তারিত কর্মসূচি গ্রহণ করেছে এবং সাধারণ মানুষের অংশগ্রহণ ছিল চোখে পড়ার মতো। সংশ্লিষ্টরা জানান, এ বিষয়ে প্রয়োজনীয় সব ধরনের ব্যবস্থা নেওয়া হয়েছে। স্থানীয় প্রশাসন ও জনপ্রতিনিধিরা উপস্থিত ছিলেন। অনুষ্ঠানে বক্তারা বলেন, সবার সম্মিলিত প্রচেষ্টায় এ উদ্যোগ সফল হবে। পরে আলোচনা সভা ও দোয়া মাহফিল অনুষ্ঠিত হয়। [254,69,426,106]
article-headline: পুলিশের হেফাজত [254,584,426,597]
article-body: নিজস্ব প্রতিবেদক জানান, রাজধানীসহ দেশের বিভিন্ন স্থানে আজ নানা কর্মসূচির মাধ্যমে দিনটি পালিত হয়েছে। এ উপলক্ষে সংশ্লিষ্ট কর্তৃপক্ষ বিস্তারিত কর্মসূচি গ্রহণ করেছে এবং সাধারণ মানুষের অংশগ্রহণ ছিল চোখে পড়ার মতো। সংশ্লিষ্টরা জানান, এ বিষয়ে প্রয়োজনীয় সব ধরনের ব্যবস্থা নেওয়া হয়েছে। স্থানীয় প্রশাসন ও জনপ্রতিনিধিরা উপস্থিত ছিলেন। অনুষ্ঠানে বক্তারা বলেন, সবার সম্মিলিত প্রচেষ্টায় এ উদ্যোগ সফল হবে। পরে আলোচনা সভা ও দোয়া মাহফিল অনুষ্ঠিত হয়। [3,919,149,962]
article-body: নিজস্ব প্রতিবেদক জানান, রাজধানীসহ দেশের বিভিন্ন স্থানে আজ নানা কর্মসূচির মাধ্যমে দিনটি পালিত হয়েছে। এ উপলক্ষে সংশ্লিষ্ট কর্তৃপক্ষ বিস্তারিত কর্মসূচি গ্রহণ করেছে এবং সাধারণ মানুষের অংশগ্রহণ ছিল চোখে পড়ার মতো। সংশ্লিষ্টরা জানান, এ বিষয়ে প্রয়োজনীয় সব ধরনের ব্যবস্থা নেওয়া হয়েছে। স্থানীয় প্রশাসন ও জনপ্রতিনিধিরা উপস্থিত ছিলেন। অনুষ্ঠানে বক্তারা বলেন, সবার সম্মিলিত প্রচেষ্টায় এ উদ্যোগ সফল হবে। পরে আলোচনা সভা ও দোয়া মাহফিল অনুষ্ঠিত হয়। [3,1136,149,1179]
article-headline: বেসরকারি বিশ্ববিদ্যালয় [532,632,648,645]
article-headline: বন্দরকুড়ে দুই মাদক [3,290,149,303]
article-body: নিজস্ব প্রতিবেদক জানান, রাজধানীসহ দেশের বিভিন্ন স্থানে আজ নানা কর্মসূচির মাধ্যমে দিনটি পালিত হয়েছে। এ উপলক্ষে সংশ্লিষ্ট কর্তৃপক্ষ বিস্তারিত কর্মসূচি গ্রহণ করেছে এবং সাধারণ মানুষের অংশগ্রহণ ছিল চোখে পড়ার মতো। সংশ্লিষ্টরা জানান, এ বিষয়ে প্রয়োজনীয় সব ধরনের ব্যবস্থা নেওয়া হয়েছে। স্থানীয় প্রশাসন ও জনপ্রতিনিধিরা উপস্থিত ছিলেন। অনুষ্ঠানে বক্তারা বলেন, সবার সম্মিলিত প্রচেষ্টায় এ উদ্যোগ সফল হবে। পরে আলোচনা সভা ও দোয়া মাহফিল অনুষ্ঠিত হয়। [157,1158,247,1226]
news-article [532,992,648,1115]
article-body: নিজস্ব প্রতিবেদক জানান, রাজধানীসহ দেশের বিভিন্ন স্থানে আজ নানা কর্মসূচির মাধ্যমে দিনটি পালিত হয়েছে। এ উপলক্ষে সংশ্লিষ্ট কর্তৃপক্ষ বিস্তারিত কর্মসূচি গ্রহণ করেছে এবং সাধারণ মানুষের অংশগ্রহণ ছিল চোখে পড়ার মতো। সংশ্লিষ্টরা জানান, এ বিষয়ে প্রয়োজনীয় সব ধরনের ব্যবস্থা নেওয়া হয়েছে। স্থানীয় প্রশাসন ও জনপ্রতিনিধিরা উপস্থিত ছিলেন। অনুষ্ঠানে বক্তারা বলেন, সবার সম্মিলিত প্রচেষ্টায় এ উদ্যোগ সফল হবে। পরে আলোচনা সভা ও দোয়া মাহফিল অনুষ্ঠিত হয়। [254,1083,426,1120]
article-headline: বাংলাদেশে প্রতিবেদক [532,45,648,58]
section-label [485,2,572,36]
news-article [532,172,648,246]
article-body: নিজস্ব প্রতিবেদক জানান, রাজধানীসহ দেশের বিভিন্ন স্থানে আজ নানা কর্মসূচির মাধ্যমে দিনটি পালিত হয়েছে। এ উপলক্ষে সংশ্লিষ্ট কর্তৃপক্ষ বিস্তারিত কর্মসূচি গ্রহণ করেছে এবং সাধারণ মানুষের অংশগ্রহণ ছিল চোখে পড়ার মতো। সংশ্লিষ্টরা জানান, এ বিষয়ে প্রয়োজনীয় সব ধরনের ব্যবস্থা নেওয়া হয়েছে। স্থানীয় প্রশাসন ও জনপ্রতিনিধিরা উপস্থিত ছিলেন। অনুষ্ঠানে বক্তারা বলেন, সবার সম্মিলিত প্রচেষ্টায় এ উদ্যোগ সফল হবে। পরে আলোচনা সভা ও দোয়া মাহফিল অনুষ্ঠিত হয়। [3,630,149,673]
article-byline: নিজস্ব প্রতিবেদক [254,887,288,894]
article-body: নিজস্ব প্রতিবেদক জানান, রাজধানীসহ দেশের বিভিন্ন স্থানে আজ নানা কর্মসূচির মাধ্যমে দিনটি পালিত হয়েছে। এ উপলক্ষে সংশ্লিষ্ট কর্তৃপক্ষ বিস্তারিত কর্মসূচি গ্রহণ করেছে এবং সাধারণ মানুষের অংশগ্রহণ ছিল চোখে পড়ার মতো। সংশ্লিষ্টরা জানান, এ বিষয়ে প্রয়োজনীয় সব ধরনের ব্যবস্থা নেওয়া হয়েছে। স্থানীয় প্রশাসন ও জনপ্রতিনিধিরা উপস্থিত ছিলেন। অনুষ্ঠানে বক্তারা বলেন, সবার সম্মিলিত প্রচেষ্টায় এ উদ্যোগ সফল হবে। পরে আলোচনা সভা ও দোয়া মাহফিল অনুষ্ঠিত হয়। [157,1566,247,1634]
article-body: নিজস্ব প্রতিবেদক জানান, রাজধানীসহ দেশের বিভিন্ন স্থানে আজ নানা কর্মসূচির মাধ্যমে দিনটি পালিত হয়েছে। এ উপলক্ষে সংশ্লিষ্ট কর্তৃপক্ষ বিস্তারিত কর্মসূচি গ্রহণ করেছে এবং সাধারণ মানুষের অংশগ্রহণ ছিল চোখে পড়ার মতো। সংশ্লিষ্টরা জানান, এ বিষয়ে প্রয়োজনীয় সব ধরনের ব্যবস্থা নেওয়া হয়েছে। স্থানীয় প্রশাসন ও জনপ্রতিনিধিরা উপস্থিত ছিলেন। অনুষ্ঠানে বক্তারা বলেন, সবার সম্মিলিত প্রচেষ্টায় এ উদ্যোগ সফল হবে। পরে আলোচনা সভা ও দোয়া মাহফিল অনুষ্ঠিত হয়। [532,578,648,627]
article-body: নিজস্ব প্রতিবেদক জানান, রাজধানীসহ দেশের বিভিন্ন স্থানে আজ নানা কর্মসূচির মাধ্যমে দিনটি পালিত হয়েছে। এ উপলক্ষে সংশ্লিষ্ট কর্তৃপক্ষ বিস্তারিত কর্মসূচি গ্রহণ করেছে এবং সাধারণ মানুষের অংশগ্রহণ ছিল চোখে পড়ার মতো। সংশ্লিষ্টরা জানান, এ বিষয়ে প্রয়োজনীয় সব ধরনের ব্যবস্থা নেওয়া হয়েছে। স্থানীয় প্রশাসন ও জনপ্রতিনিধিরা উপস্থিত ছিলেন। অনুষ্ঠানে বক্তারা বলেন, সবার সম্মিলিত প্রচেষ্টায় এ উদ্যোগ সফল হবে। পরে আলোচনা সভা ও দোয়া মাহফিল অনুষ্ঠিত হয়। [433,1114,525,1182]
article-body: নিজস্ব প্রতিবেদক জানান, রাজধানীসহ দেশের বিভিন্ন স্থানে আজ নানা কর্মসূচির মাধ্যমে দিনটি পালিত হয়েছে। এ উপলক্ষে সংশ্লিষ্ট কর্তৃপক্ষ বিস্তারিত কর্মসূচি গ্রহণ করেছে এবং সাধারণ মানুষের অংশগ্রহণ ছিল চোখে পড়ার মতো। সংশ্লিষ্টরা জানান, এ বিষয়ে প্রয়োজনীয় সব ধরনের ব্যবস্থা নেওয়া হয়েছে। স্থানীয় প্রশাসন ও জনপ্রতিনিধিরা উপস্থিত ছিলেন। অনুষ্ঠানে বক্তারা বলেন, সবার সম্মিলিত প্রচেষ্টায় এ উদ্যোগ সফল হবে। পরে আলোচনা সভা ও দোয়া মাহফিল অনুষ্ঠিত হয়। [157,925,247,993]
article-body: নিজস্ব প্রতিবেদক জানান, রাজধানীসহ দেশের বিভিন্ন স্থানে আজ নানা কর্মসূচির মাধ্যমে দিনটি পালিত হয়েছে। এ উপলক্ষে সংশ্লিষ্ট কর্তৃপক্ষ বিস্তারিত কর্মসূচি গ্রহণ করেছে এবং সাধারণ মানুষের অংশগ্রহণ ছিল চোখে পড়ার মতো। সংশ্লিষ্টরা জানান, এ বিষয়ে প্রয়োজনীয় সব ধরনের ব্যবস্থা নেওয়া হয়েছে। স্থানীয় প্রশাসন ও জনপ্রতিনিধিরা উপস্থিত ছিলেন। অনুষ্ঠানে বক্তারা বলেন, সবার সম্মিলিত প্রচেষ্টায় এ উদ্যোগ সফল হবে। পরে আলোচনা সভা ও দোয়া মাহফিল অনুষ্ঠিত হয়। [157,1390,247,1458]
column-1 [0,44,152,1179]
article-byline: প্রতিদিন ডেস্ক [3,305,31,312]
article-body: নিজস্ব প্রতিবেদক জানান, রাজধানীসহ দেশের বিভিন্ন স্থানে আজ নানা কর্মসূচির মাধ্যমে দিনটি পালিত হয়েছে। এ উপলক্ষে সংশ্লিষ্ট কর্তৃপক্ষ বিস্তারিত কর্মসূচি গ্রহণ করেছে এবং সাধারণ মানুষের অংশগ্রহণ ছিল চোখে পড়ার মতো। সংশ্লিষ্টরা জানান, এ বিষয়ে প্রয়োজনীয় সব ধরনের ব্যবস্থা নেওয়া হয়েছে। স্থানীয় প্রশাসন ও জনপ্রতিনিধিরা উপস্থিত ছিলেন। অনুষ্ঠানে বক্তারা বলেন, সবার সম্মিলিত প্রচেষ্টায় এ উদ্যোগ সফল হবে। পরে আলোচনা সভা ও দোয়া মাহফিল অনুষ্ঠিত হয়। [3,559,149,602]
article-body: নিজস্ব প্রতিবেদক জানান, রাজধানীসহ দেশের বিভিন্ন স্থানে আজ নানা কর্মসূচির মাধ্যমে দিনটি পালিত হয়েছে। এ উপলক্ষে সংশ্লিষ্ট কর্তৃপক্ষ বিস্তারিত কর্মসূচি গ্রহণ করেছে এবং সাধারণ মানুষের অংশগ্রহণ ছিল চোখে পড়ার মতো। সংশ্লিষ্টরা জানান, এ বিষয়ে প্রয়োজনীয় সব ধরনের ব্যবস্থা নেওয়া হয়েছে। স্থানীয় প্রশাসন ও জনপ্রতিনিধিরা উপস্থিত ছিলেন। অনুষ্ঠানে বক্তারা বলেন, সবার সম্মিলিত প্রচেষ্টায় এ উদ্যোগ সফল হবে। পরে আলোচনা সভা ও দোয়া মাহফিল অনুষ্ঠিত হয়। [254,143,426,180]
news-article [157,431,247,739]
article-body: নিজস্ব প্রতিবেদক জানান, রাজধানীসহ দেশের বিভিন্ন স্থানে আজ নানা কর্মসূচির মাধ্যমে দিনটি পালিত হয়েছে। এ উপলক্ষে সংশ্লিষ্ট কর্তৃপক্ষ বিস্তারিত কর্মসূচি গ্রহণ করেছে এবং সাধারণ মানুষের অংশগ্রহণ ছিল চোখে পড়ার মতো। সংশ্লিষ্টরা জানান, এ বিষয়ে প্রয়োজনীয় সব ধরনের ব্যবস্থা নেওয়া হয়েছে। স্থানীয় প্রশাসন ও জনপ্রতিনিধিরা উপস্থিত ছিলেন। অনুষ্ঠানে বক্তারা বলেন, সবার সম্মিলিত প্রচেষ্টায় এ উদ্যোগ সফল হবে। পরে আলোচনা সভা ও দোয়া মাহফিল অনুষ্ঠিত হয়। [433,460,525,528]
article-byline: নিজস্ব প্রতিবেদক [157,779,191,786]
news-article [3,852,149,1180]
article-byline: নিজস্ব প্রতিবেদক [157,456,191,463]
article-headline: রমজানে অফিস [157,1299,247,1312]
masthead-tagline: দেশের সর্বাধিক প্রচারিত দৈনিক [8,2,69,8]
news-article [433,1022,525,1319]
article-body: নিজস্ব প্রতিবেদক জানান, রাজধানীসহ দেশের বিভিন্ন স্থানে আজ নানা কর্মসূচির মাধ্যমে দিনটি পালিত হয়েছে। এ উপলক্ষে সংশ্লিষ্ট কর্তৃপক্ষ বিস্তারিত কর্মসূচি গ্রহণ করেছে এবং সাধারণ মানুষের অংশগ্রহণ ছিল চোখে পড়ার মতো। সংশ্লিষ্টরা জানান, এ বিষয়ে প্রয়োজনীয় সব ধরনের ব্যবস্থা নেওয়া হয়েছে। স্থানীয় প্রশাসন ও জনপ্রতিনিধিরা উপস্থিত ছিলেন। অনুষ্ঠানে বক্তারা বলেন, সবার সম্মিলিত প্রচেষ্টায় এ উদ্যোগ সফল হবে। পরে আলোচনা সভা ও দোয়া মাহফিল অনুষ্ঠিত হয়। [532,450,648,500]
article-headline: ব্রাহ্মণবাড়িয়ার রায়ের [433,1022,525,1035]
news-article [532,709,648,832]
news-article [254,873,426,1158]
article-byline: নিজস্ব প্রতিবেদক [433,382,467,389]
article-body: নিজস্ব প্রতিবেদক জানান, রাজধানীসহ দেশের বিভিন্ন স্থানে আজ নানা কর্মসূচির মাধ্যমে দিনটি পালিত হয়েছে। এ উপলক্ষে সংশ্লিষ্ট কর্তৃপক্ষ বিস্তারিত কর্মসূচি গ্রহণ করেছে এবং সাধারণ মানুষের অংশগ্রহণ ছিল চোখে পড়ার মতো। সংশ্লিষ্টরা জানান, এ বিষয়ে প্রয়োজনীয় সব ধরনের ব্যবস্থা নেওয়া হয়েছে। স্থানীয় প্রশাসন ও জনপ্রতিনিধিরা উপস্থিত ছিলেন। অনুষ্ঠানে বক্তারা বলেন, সবার সম্মিলিত প্রচেষ্টায় এ উদ্যোগ সফল হবে। পরে আলোচনা সভা ও দোয়া মাহফিল অনুষ্ঠিত হয়। [532,273,648,323]
article-body: নিজস্ব প্রতিবেদক জানান, রাজধানীসহ দেশের বিভিন্ন স্থানে আজ নানা কর্মসূচির মাধ্যমে দিনটি পালিত হয়েছে। এ উপলক্ষে সংশ্লিষ্ট কর্তৃপক্ষ বিস্তারিত কর্মসূচি গ্রহণ করেছে এবং সাধারণ মানুষের অংশগ্রহণ ছিল চোখে পড়ার মতো। সংশ্লিষ্টরা জানান, এ বিষয়ে প্রয়োজনীয় সব ধরনের ব্যবস্থা নেওয়া হয়েছে। স্থানীয় প্রশাসন ও জনপ্রতিনিধিরা উপস্থিত ছিলেন। অনুষ্ঠানে বক্তারা বলেন, সবার সম্মিলিত প্রচেষ্টায় এ উদ্যোগ সফল হবে। পরে আলোচনা সভা ও দোয়া মাহফিল অনুষ্ঠিত হয়। [433,1045,525,1113]
article-headline: চট্টগ্রাম বন্দরের [532,709,648,722]
article-headline: রাজনীতিতে বিএনপির খাদ্যসামগ্রী বিতরণ [157,431,247,455]
article-headline: প্রতিবেদন [532,172,648,185]
news-article [532,45,648,168]
news-article [532,1119,648,1193]
article-byline: নিজস্ব প্রতিবেদক [433,71,467,77]
article-body: নিজস্ব প্রতিবেদক জানান, রাজধানীসহ দেশের বিভিন্ন স্থানে আজ নানা কর্মসূচির মাধ্যমে দিনটি পালিত হয়েছে। এ উপলক্ষে সংশ্লিষ্ট কর্তৃপক্ষ বিস্তারিত কর্মসূচি গ্রহণ করেছে এবং সাধারণ মানুষের অংশগ্রহণ ছিল চোখে পড়ার মতো। সংশ্লিষ্টরা জানান, এ বিষয়ে প্রয়োজনীয় সব ধরনের ব্যবস্থা নেওয়া হয়েছে। স্থানীয় প্রশাসন ও জনপ্রতিনিধিরা উপস্থিত ছিলেন। অনুষ্ঠানে বক্তারা বলেন, সবার সম্মিলিত প্রচেষ্টায় এ উদ্যোগ সফল হবে। পরে আলোচনা সভা ও দোয়া মাহফিল অনুষ্ঠিত হয়। [254,757,426,794]
article-body: নিজস্ব প্রতিবেদক জানান, রাজধানীসহ দেশের বিভিন্ন স্থানে আজ নানা কর্মসূচির মাধ্যমে দিনটি পালিত হয়েছে। এ উপলক্ষে সংশ্লিষ্ট কর্তৃপক্ষ বিস্তারিত কর্মসূচি গ্রহণ করেছে এবং সাধারণ মানুষের অংশগ্রহণ ছিল চোখে পড়ার মতো। সংশ্লিষ্টরা জানান, এ বিষয়ে প্রয়োজনীয় সব ধরনের ব্যবস্থা নেওয়া হয়েছে। স্থানীয় প্রশাসন ও জনপ্রতিনিধিরা উপস্থিত ছিলেন। অনুষ্ঠানে বক্তারা বলেন, সবার সম্মিলিত প্রচেষ্টায় এ উদ্যোগ সফল হবে। পরে আলোচনা সভা ও দোয়া মাহফিল অনুষ্ঠিত হয়। [532,860,648,909]
article-body: নিজস্ব প্রতিবেদক জানান, রাজধানীসহ দেশের বিভিন্ন স্থানে আজ নানা কর্মসূচির মাধ্যমে দিনটি পালিত হয়েছে। এ উপলক্ষে সংশ্লিষ্ট কর্তৃপক্ষ বিস্তারিত কর্মসূচি গ্রহণ করেছে এবং সাধারণ মানুষের অংশগ্রহণ ছিল চোখে পড়ার মতো। সংশ্লিষ্টরা জানান, এ বিষয়ে প্রয়োজনীয় সব ধরনের ব্যবস্থা নেওয়া হয়েছে। স্থানীয় প্রশাসন ও জনপ্রতিনিধিরা উপস্থিত ছিলেন। অনুষ্ঠানে বক্তারা বলেন, সবার সম্মিলিত প্রচেষ্টায় এ উদ্যোগ সফল হবে। পরে আলোচনা সভা ও দোয়া মাহফিল অনুষ্ঠিত হয়। [433,284,525,352]
article-body: নিজস্ব প্রতিবেদক জানান, রাজধানীসহ দেশের বিভিন্ন স্থানে আজ নানা কর্মসূচির মাধ্যমে দিনটি পালিত হয়েছে। এ উপলক্ষে সংশ্লিষ্ট কর্তৃপক্ষ বিস্তারিত কর্মসূচি গ্রহণ করেছে এবং সাধারণ মানুষের অংশগ্রহণ ছিল চোখে পড়ার মতো। সংশ্লিষ্টরা জানান, এ বিষয়ে প্রয়োজনীয় সব ধরনের ব্যবস্থা নেওয়া হয়েছে। স্থানীয় প্রশাসন ও জনপ্রতিনিধিরা উপস্থিত ছিলেন। অনুষ্ঠানে বক্তারা বলেন, সবার সম্মিলিত প্রচেষ্টায় এ উদ্যোগ সফল হবে। পরে আলোচনা সভা ও দোয়া মাহফিল অনুষ্ঠিত হয়। [254,1008,426,1045]
article-body: নিজস্ব প্রতিবেদক জানান, রাজধানীসহ দেশের বিভিন্ন স্থানে আজ নানা কর্মসূচির মাধ্যমে দিনটি পালিত হয়েছে। এ উপলক্ষে সংশ্লিষ্ট কর্তৃপক্ষ বিস্তারিত কর্মসূচি গ্রহণ করেছে এবং সাধারণ মানুষের অংশগ্রহণ ছিল চোখে পড়ার মতো। সংশ্লিষ্টরা জানান, এ বিষয়ে প্রয়োজনীয় সব ধরনের ব্যবস্থা নেওয়া হয়েছে। স্থানীয় প্রশাসন ও জনপ্রতিনিধিরা উপস্থিত ছিলেন। অনুষ্ঠানে বক্তারা বলেন, সবার সম্মিলিত প্রচেষ্টায় এ উদ্যোগ সফল হবে। পরে আলোচনা সভা ও দোয়া মাহফিল অনুষ্ঠিত হয়। [433,391,525,459]
news-article [532,632,648,706]
article-headline: সংক্ষিপ্ত জনপ্রতিনিধি [3,405,149,418]
news-article [157,743,247,994]
article-body: নিজস্ব প্রতিবেদক জানান, রাজধানীসহ দেশের বিভিন্ন স্থানে আজ নানা কর্মসূচির মাধ্যমে দিনটি পালিত হয়েছে। এ উপলক্ষে সংশ্লিষ্ট কর্তৃপক্ষ বিস্তারিত কর্মসূচি গ্রহণ করেছে এবং সাধারণ মানুষের অংশগ্রহণ ছিল চোখে পড়ার মতো। সংশ্লিষ্টরা জানান, এ বিষয়ে প্রয়োজনীয় সব ধরনের ব্যবস্থা নেওয়া হয়েছে। স্থানীয় প্রশাসন ও জনপ্রতিনিধিরা উপস্থিত ছিলেন। অনুষ্ঠানে বক্তারা বলেন, সবার সম্মিলিত প্রচেষ্টায় এ উদ্যোগ সফল হবে। পরে আলোচনা সভা ও দোয়া মাহফিল অনুষ্ঠিত হয়। [433,1346,525,1414]
article-body: নিজস্ব প্রতিবেদক জানান, রাজধানীসহ দেশের বিভিন্ন স্থানে আজ নানা কর্মসূচির মাধ্যমে দিনটি পালিত হয়েছে। এ উপলক্ষে সংশ্লিষ্ট কর্তৃপক্ষ বিস্তারিত কর্মসূচি গ্রহণ করেছে এবং সাধারণ মানুষের অংশগ্রহণ ছিল চোখে পড়ার মতো। সংশ্লিষ্টরা জানান, এ বিষয়ে প্রয়োজনীয় সব ধরনের ব্যবস্থা নেওয়া হয়েছে। স্থানীয় প্রশাসন ও জনপ্রতিনিধিরা উপস্থিত ছিলেন। অনুষ্ঠানে বক্তারা বলেন, সবার সম্মিলিত প্রচেষ্টায় এ উদ্যোগ সফল হবে। পরে আলোচনা সভা ও দোয়া মাহফিল অনুষ্ঠিত হয়। [3,69,149,112]
article-byline: নিজস্ব প্রতিবেদক [532,929,566,936]
